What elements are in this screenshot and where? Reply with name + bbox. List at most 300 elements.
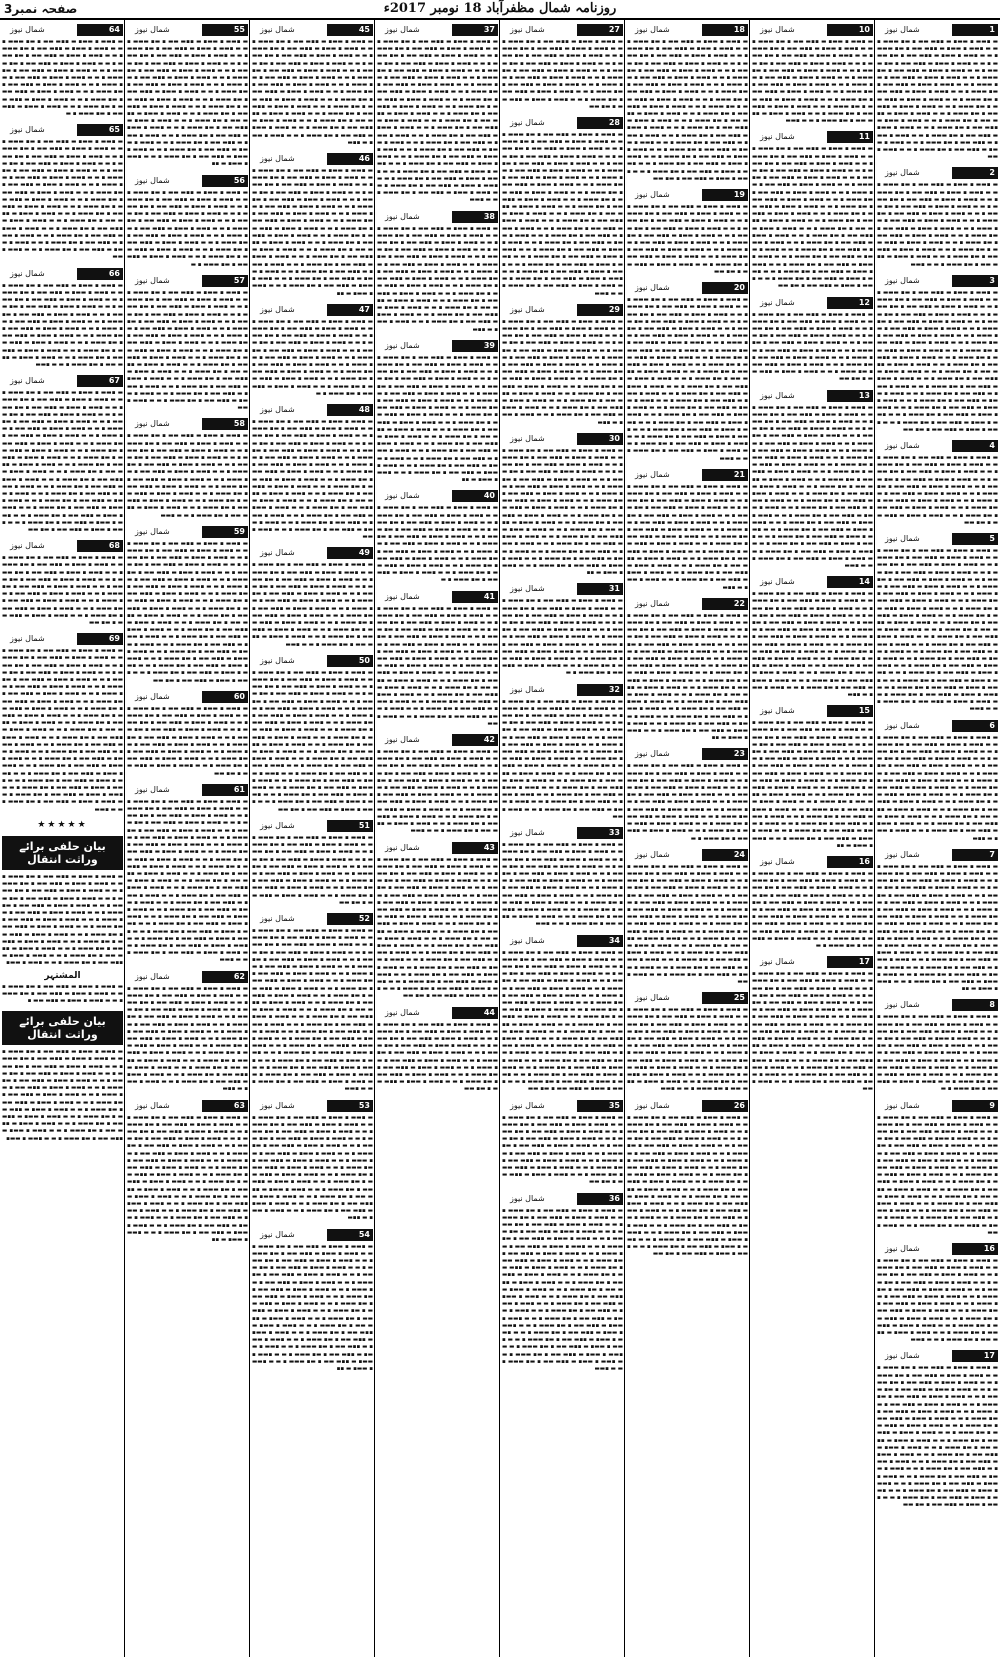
notice-header [127,526,248,538]
notice-header [127,1100,248,1112]
notice-body: ▬ ▪▬▬ ▪ ▬▬▪ ▬ ▪▪▬ ▬▬ ▪ ▬▪ ▬▬▬ ▪ ▬ ▬ ▪▬▬ ▪ ▬▬▪ ▬ ▪▪▬ ▬▬ ▪ ▬▪ ▬▬▬ ▪ ▬ ▬ ▪▬▬ ▪ ▬▬▪ ▬ ▪▪▬ ▬▬ ▪ ▬▪ ▬▬▬ ▪ ▬ ▬ ▪▬▬ ▪ ▬▬▪ ▬ ▪▪▬ ▬▬ ▪ ▬▪ ▬▬▬ ▪ ▬ ▬ ▪▬▬ ▪ ▬▬▪ ▬ ▪▪▬ ▬▬ ▪ ▬▪ ▬▬▬ ▪ ▬ ▬ ▪▬▬ ▪ ▬▬▪ ▬ ▪▪▬ ▬▬ ▪ ▬▪ ▬▬▬ ▪ ▬ ▬ ▪▬▬ ▪ ▬▬▪ ▬ ▪▪▬ ▬▬ ▪ ▬▪ ▬▬▬ ▪ ▬ ▬ ▪▬▬ ▪ ▬▬▪ ▬ ▪▪▬ ▬▬ ▪ ▬▪ ▬▬▬ ▪ ▬ ▬ ▪▬▬ ▪ ▬▬▪ ▬ ▪▪▬ ▬▬ ▪ ▬▪ ▬▬▬ ▪ ▬ ▬ ▪▬▬ ▪ ▬▬▪ ▬ ▪▪▬ ▬▬ ▪ ▬▪ ▬▬▬ ▪ ▬ ▬ ▪▬▬ ▪ ▬▬▪ ▬ ▪▪▬ ▬▬ ▪ ▬▪ ▬▬▬ ▪ ▬ ▬ ▪▬▬ [877,182,998,268]
notice-header [877,24,998,36]
notice-number: 58 [233,419,245,429]
notice-header [127,175,248,187]
notice-body: ▬ ▪▬▬ ▪ ▬▬▪ ▬ ▪▪▬ ▬▬ ▪ ▬▪ ▬▬▬ ▪ ▬ ▬ ▪▬▬ ▪ ▬▬▪ ▬ ▪▪▬ ▬▬ ▪ ▬▪ ▬▬▬ ▪ ▬ ▬ ▪▬▬ ▪ ▬▬▪ ▬ ▪▪▬ ▬▬ ▪ ▬▪ ▬▬▬ ▪ ▬ ▬ ▪▬▬ ▪ ▬▬▪ ▬ ▪▪▬ ▬▬ ▪ ▬▪ ▬▬▬ ▪ ▬ ▬ ▪▬▬ ▪ ▬▬▪ ▬ ▪▪▬ ▬▬ ▪ ▬▪ ▬▬▬ ▪ ▬ ▬ ▪▬▬ ▪ ▬▬▪ ▬ ▪▪▬ ▬▬ ▪ ▬▪ ▬▬▬ ▪ ▬ ▬ ▪▬▬ ▪ ▬▬▪ ▬ ▪▪▬ ▬▬ ▪ ▬▪ ▬▬▬ ▪ ▬ ▬ ▪▬▬ ▪ ▬▬▪ ▬ ▪▪▬ ▬▬ ▪ ▬▪ ▬▬▬ ▪ ▬ ▬ ▪▬▬ ▪ ▬▬▪ ▬ ▪▪▬ ▬▬ ▪ ▬▪ ▬▬▬ ▪ ▬ ▬ ▪▬▬ ▪ ▬▬▪ ▬ ▪▪▬ ▬▬ ▪ ▬▪ ▬▬▬ ▪ ▬ ▬ ▪▬▬ ▪ ▬▬▪ ▬ ▪▪▬ ▬▬ ▪ ▬▪ ▬▬▬ ▪ ▬ ▬ ▪▬▬ ▪ ▬▬▪ ▬ ▪▪▬ ▬▬ ▪ ▬▪ ▬▬▬ ▪ ▬ ▬ ▪▬▬ ▪ ▬▬▪ ▬ ▪▪▬ ▬▬ ▪ ▬▪ ▬▬▬ ▪ ▬ ▬ ▪▬▬ ▪ ▬▬▪ ▬ ▪▪▬ ▬▬ ▪ ▬▪ ▬▬▬ ▪ ▬ ▬ ▪▬▬ ▪ ▬▬▪ ▬ ▪▪▬ ▬▬ ▪ ▬▪ ▬▬▬ ▪ ▬ ▬ ▪▬▬ ▪ ▬▬▪ ▬ ▪▪▬ ▬▬ ▪ ▬▪ ▬▬▬ ▪ ▬ ▬ ▪▬▬ ▪ ▬▬▪ ▬ ▪▪▬ ▬▬ ▪ ▬▪ ▬▬▬ ▪ ▬ ▬ ▪▬▬ ▪ ▬▬▪ ▬ ▪▪▬ ▬▬ ▪ ▬▪ ▬▬▬ ▪ ▬ ▬ ▪▬▬ ▪ ▬▬▪ ▬ ▪▪▬ ▬▬ ▪ ▬▪ ▬▬ [252,669,373,813]
notice-body: ▬ ▪▬▬ ▪ ▬▬▪ ▬ ▪▪▬ ▬▬ ▪ ▬▪ ▬▬▬ ▪ ▬ ▬ ▪▬▬ ▪ ▬▬▪ ▬ ▪▪▬ ▬▬ ▪ ▬▪ ▬▬▬ ▪ ▬ ▬ ▪▬▬ ▪ ▬▬▪ ▬ ▪▪▬ ▬▬ ▪ ▬▪ ▬▬▬ ▪ ▬ ▬ ▪▬▬ ▪ ▬▬▪ ▬ ▪▪▬ ▬▬ ▪ ▬▪ ▬▬▬ ▪ ▬ ▬ ▪▬▬ ▪ ▬▬▪ ▬ ▪▪▬ ▬▬ ▪ ▬▪ ▬▬▬ ▪ ▬ ▬ ▪▬▬ ▪ ▬▬▪ ▬ ▪▪▬ ▬▬ ▪ ▬▪ ▬▬▬ ▪ ▬ ▬ ▪▬▬ ▪ ▬▬▪ ▬ ▪▪▬ ▬▬ ▪ ▬▪ ▬▬▬ ▪ ▬ ▬ ▪▬▬ ▪ ▬▬▪ ▬ ▪▪▬ ▬▬ ▪ ▬▪ ▬▬▬ ▪ ▬ ▬ ▪▬▬ ▪ ▬▬▪ ▬ ▪▪▬ ▬▬ ▪ ▬▪ ▬▬▬ ▪ ▬ ▬ ▪▬▬ ▪ ▬▬▪ ▬ ▪▪▬ ▬▬ ▪ ▬▪ ▬▬▬ ▪ ▬ ▬ ▪▬▬ ▪ ▬▬▪ ▬ ▪▪▬ ▬▬ ▪ ▬▪ ▬▬▬ ▪ ▬ ▬ ▪▬▬ ▪ ▬▬▪ ▬ ▪▪▬ ▬▬ ▪ ▬▪ ▬▬▬ ▪ ▬ ▬ ▪▬▬ ▪ ▬▬▪ ▬ ▪▪▬ ▬▬ ▪ ▬▪ ▬▬▬ ▪ ▬ ▬ ▪▬▬ ▪ ▬▬▪ ▬ ▪▪▬ ▬▬ ▪ ▬▪ ▬▬▬ ▪ ▬ ▬ ▪▬▬ ▪ ▬▬▪ ▬ ▪▪▬ ▬▬ ▪ ▬▪ ▬▬▬ ▪ ▬ ▬ ▪▬▬ ▪ ▬▬▪ ▬ ▪▪▬ ▬▬ ▪ ▬▪ ▬▬▬ ▪ ▬ ▬ ▪▬▬ ▪ ▬▬▪ ▬ ▪▪▬ ▬▬ ▪ ▬▪ ▬▬▬ ▪ ▬ ▬ ▪▬▬ ▪ ▬▬▪ ▬ ▪▪▬ ▬▬ ▪ ▬▪ ▬▬▬ ▪ ▬ ▬ ▪▬▬ ▪ ▬▬▪ ▬ ▪▪▬ ▬▬ ▪ ▬▪ ▬▬ [127,540,248,684]
notice-number: 17 [858,957,870,967]
notice-label: شمال نیوز [260,913,295,923]
notice-label: شمال نیوز [385,735,420,745]
classified-notice [502,117,623,298]
notice-number: 27 [608,25,620,34]
notice-number: 53 [358,1100,370,1110]
notice-body: ▬ ▪▬▬ ▪ ▬▬▪ ▬ ▪▪▬ ▬▬ ▪ ▬▪ ▬▬▬ ▪ ▬ ▬ ▪▬▬ ▪ ▬▬▪ ▬ ▪▪▬ ▬▬ ▪ ▬▪ ▬▬▬ ▪ ▬ ▬ ▪▬▬ ▪ ▬▬▪ ▬ ▪▪▬ ▬▬ ▪ ▬▪ ▬▬▬ ▪ ▬ ▬ ▪▬▬ ▪ ▬▬▪ ▬ ▪▪▬ ▬▬ ▪ ▬▪ ▬▬▬ ▪ ▬ ▬ ▪▬▬ ▪ ▬▬▪ ▬ ▪▪▬ ▬▬ ▪ ▬▪ ▬▬▬ ▪ ▬ ▬ ▪▬▬ ▪ ▬▬▪ ▬ ▪▪▬ ▬▬ ▪ ▬▪ ▬▬▬ ▪ ▬ ▬ ▪▬▬ ▪ ▬▬▪ ▬ ▪▪▬ ▬▬ ▪ ▬▪ ▬▬▬ ▪ ▬ ▬ ▪▬▬ ▪ ▬▬▪ ▬ ▪▪▬ ▬▬ ▪ ▬▪ ▬▬▬ ▪ ▬ ▬ ▪▬▬ ▪ ▬▬▪ ▬ ▪▪▬ ▬▬ ▪ ▬▪ ▬▬▬ ▪ ▬ ▬ ▪▬▬ ▪ ▬▬▪ ▬ ▪▪▬ ▬▬ ▪ ▬▪ ▬▬▬ ▪ ▬ ▬ ▪▬▬ ▪ ▬▬▪ ▬ ▪▪▬ ▬▬ ▪ ▬▪ ▬▬▬ ▪ ▬ ▬ ▪▬▬ ▪ ▬▬▪ ▬ ▪▪▬ ▬▬ ▪ ▬▪ ▬▬▬ ▪ ▬ ▬ ▪▬▬ ▪ ▬▬▪ ▬ ▪▪▬ ▬▬ ▪ ▬▪ ▬▬▬ ▪ ▬ ▬ ▪▬▬ ▪ ▬▬▪ ▬ ▪▪▬ [252,1114,373,1222]
notice-header [627,189,748,201]
column [250,20,375,1657]
classified-notice [752,856,873,950]
notice-header [252,820,373,832]
classified-notice [502,1193,623,1374]
classified-notice [127,1100,248,1245]
notice-header [127,784,248,796]
notice-header [377,1007,498,1019]
advertiser-address: ▬ ▪▬▬ ▪ ▬▬▪ ▬ ▪▪▬ ▬▬ ▪ ▬▪ ▬▬▬ ▪ ▬ ▬ ▪▬▬ ▪ ▬▬▪ ▬ ▪▪▬ ▬▬ ▪ ▬▪ ▬▬▬ ▪ ▬ ▬ ▪▬▬ ▪ ▬▬▪ ▬ ▪▪▬ ▬▬ ▪ [2,983,123,1004]
notice-body: ▬ ▪▬▬ ▪ ▬▬▪ ▬ ▪▪▬ ▬▬ ▪ ▬▪ ▬▬▬ ▪ ▬ ▬ ▪▬▬ ▪ ▬▬▪ ▬ ▪▪▬ ▬▬ ▪ ▬▪ ▬▬▬ ▪ ▬ ▬ ▪▬▬ ▪ ▬▬▪ ▬ ▪▪▬ ▬▬ ▪ ▬▪ ▬▬▬ ▪ ▬ ▬ ▪▬▬ ▪ ▬▬▪ ▬ ▪▪▬ ▬▬ ▪ ▬▪ ▬▬▬ ▪ ▬ ▬ ▪▬▬ ▪ ▬▬▪ ▬ ▪▪▬ ▬▬ ▪ ▬▪ ▬▬▬ ▪ ▬ ▬ ▪▬▬ ▪ ▬▬▪ ▬ ▪▪▬ ▬▬ ▪ ▬▪ ▬▬▬ ▪ ▬ ▬ ▪▬▬ ▪ ▬▬▪ ▬ ▪▪▬ ▬▬ ▪ ▬▪ ▬▬▬ ▪ ▬ ▬ ▪▬▬ ▪ ▬▬▪ ▬ ▪▪▬ ▬▬ ▪ ▬▪ ▬▬▬ ▪ ▬ ▬ ▪▬▬ ▪ ▬▬▪ ▬ ▪▪▬ ▬▬ ▪ ▬▪ ▬▬ [877,454,998,526]
notice-number: 28 [608,118,620,128]
classified-notice [752,576,873,699]
notice-header [2,375,123,387]
classified-notice [752,705,873,850]
classified-notice [127,526,248,685]
notice-body: ▬ ▪▬▬ ▪ ▬▬▪ ▬ ▪▪▬ ▬▬ ▪ ▬▪ ▬▬▬ ▪ ▬ ▬ ▪▬▬ ▪ ▬▬▪ ▬ ▪▪▬ ▬▬ ▪ ▬▪ ▬▬▬ ▪ ▬ ▬ ▪▬▬ ▪ ▬▬▪ ▬ ▪▪▬ ▬▬ ▪ ▬▪ ▬▬▬ ▪ ▬ ▬ ▪▬▬ ▪ ▬▬▪ ▬ ▪▪▬ ▬▬ ▪ ▬▪ ▬▬▬ ▪ ▬ ▬ ▪▬▬ ▪ ▬▬▪ ▬ ▪▪▬ ▬▬ ▪ ▬▪ ▬▬▬ ▪ ▬ ▬ ▪▬▬ ▪ ▬▬▪ ▬ ▪▪▬ ▬▬ ▪ ▬▪ ▬▬▬ ▪ ▬ ▬ ▪▬▬ ▪ ▬▬▪ ▬ ▪▪▬ ▬▬ ▪ ▬▪ ▬▬▬ ▪ ▬ ▬ ▪▬▬ ▪ ▬▬▪ ▬ ▪▪▬ ▬▬ ▪ ▬▪ ▬▬▬ ▪ ▬ ▬ ▪▬▬ ▪ ▬▬▪ ▬ ▪▪▬ ▬▬ ▪ ▬▪ ▬▬▬ ▪ ▬ ▬ ▪▬▬ ▪ ▬▬▪ ▬ ▪▪▬ ▬▬ ▪ ▬▪ ▬▬▬ ▪ ▬ [127,189,248,268]
notice-body: ▬ ▪▬▬ ▪ ▬▬▪ ▬ ▪▪▬ ▬▬ ▪ ▬▪ ▬▬▬ ▪ ▬ ▬ ▪▬▬ ▪ ▬▬▪ ▬ ▪▪▬ ▬▬ ▪ ▬▪ ▬▬▬ ▪ ▬ ▬ ▪▬▬ ▪ ▬▬▪ ▬ ▪▪▬ ▬▬ ▪ ▬▪ ▬▬▬ ▪ ▬ ▬ ▪▬▬ ▪ ▬▬▪ ▬ ▪▪▬ ▬▬ ▪ ▬▪ ▬▬▬ ▪ ▬ ▬ ▪▬▬ ▪ ▬▬▪ ▬ ▪▪▬ ▬▬ ▪ ▬▪ ▬▬▬ ▪ ▬ ▬ ▪▬▬ ▪ ▬▬▪ ▬ ▪▪▬ ▬▬ ▪ ▬▪ ▬▬▬ ▪ ▬ ▬ ▪▬▬ ▪ ▬▬▪ ▬ ▪▪▬ ▬▬ ▪ ▬▪ ▬▬▬ ▪ ▬ ▬ ▪▬▬ ▪ ▬▬▪ ▬ ▪▪▬ ▬▬ ▪ ▬▪ ▬▬▬ ▪ ▬ ▬ ▪▬▬ ▪ ▬▬▪ ▬ ▪▪▬ ▬▬ ▪ ▬▪ ▬▬ [502,39,623,110]
classified-notice [502,827,623,928]
column [875,20,1000,1657]
notice-label: شمال نیوز [385,211,420,221]
classified-columns [0,20,1000,1657]
notice-number: 36 [608,1193,620,1203]
notice-label: شمال نیوز [385,340,420,350]
notice-body: ▬ ▪▬▬ ▪ ▬▬▪ ▬ ▪▪▬ ▬▬ ▪ ▬▪ ▬▬▬ ▪ ▬ ▬ ▪▬▬ ▪ ▬▬▪ ▬ ▪▪▬ ▬▬ ▪ ▬▪ ▬▬▬ ▪ ▬ ▬ ▪▬▬ ▪ ▬▬▪ ▬ ▪▪▬ ▬▬ ▪ ▬▪ ▬▬▬ ▪ ▬ ▬ ▪▬▬ ▪ ▬▬▪ ▬ ▪▪▬ ▬▬ ▪ ▬▪ ▬▬▬ ▪ ▬ ▬ ▪▬▬ ▪ ▬▬▪ ▬ ▪▪▬ ▬▬ ▪ ▬▪ ▬▬▬ ▪ ▬ ▬ ▪▬▬ ▪ ▬▬▪ ▬ ▪▪▬ ▬▬ ▪ ▬▪ ▬▬▬ ▪ ▬ ▬ ▪▬▬ ▪ ▬▬▪ ▬ ▪▪▬ ▬▬ ▪ ▬▪ ▬▬▬ ▪ ▬ ▬ ▪▬▬ ▪ ▬▬▪ ▬ ▪▪▬ ▬▬ ▪ ▬▪ ▬▬▬ ▪ ▬ ▬ ▪▬▬ ▪ ▬▬▪ ▬ ▪▪▬ ▬▬ ▪ ▬▪ ▬▬ [252,834,373,906]
classified-notice [502,304,623,427]
notice-body: ▬ ▪▬▬ ▪ ▬▬▪ ▬ ▪▪▬ ▬▬ ▪ ▬▪ ▬▬▬ ▪ ▬ ▬ ▪▬▬ ▪ ▬▬▪ ▬ ▪▪▬ ▬▬ ▪ ▬▪ ▬▬▬ ▪ ▬ ▬ ▪▬▬ ▪ ▬▬▪ ▬ ▪▪▬ ▬▬ ▪ ▬▪ ▬▬▬ ▪ ▬ ▬ ▪▬▬ ▪ ▬▬▪ ▬ ▪▪▬ ▬▬ ▪ ▬▪ ▬▬▬ ▪ ▬ ▬ ▪▬▬ ▪ ▬▬▪ ▬ ▪▪▬ ▬▬ ▪ ▬▪ ▬▬▬ ▪ ▬ ▬ ▪▬▬ ▪ ▬▬▪ ▬ ▪▪▬ ▬▬ ▪ ▬▪ ▬▬▬ ▪ ▬ ▬ ▪▬▬ ▪ ▬▬▪ ▬ ▪▪▬ ▬▬ ▪ ▬▪ ▬▬▬ ▪ ▬ ▬ ▪▬▬ ▪ ▬▬▪ ▬ ▪▪▬ ▬▬ ▪ ▬▪ ▬▬▬ ▪ ▬ ▬ ▪▬▬ ▪ ▬▬▪ ▬ ▪▪▬ ▬▬ ▪ ▬▪ ▬▬▬ ▪ ▬ ▬ ▪▬▬ ▪ ▬▬▪ ▬ ▪▪▬ ▬▬ ▪ ▬▪ ▬▬▬ ▪ ▬ ▬ ▪▬▬ ▪ ▬▬▪ ▬ ▪▪▬ ▬▬ ▪ ▬▪ ▬▬▬ ▪ ▬ ▬ ▪▬▬ [627,1007,748,1093]
notice-body: ▬ ▪▬▬ ▪ ▬▬▪ ▬ ▪▪▬ ▬▬ ▪ ▬▪ ▬▬▬ ▪ ▬ ▬ ▪▬▬ ▪ ▬▬▪ ▬ ▪▪▬ ▬▬ ▪ ▬▪ ▬▬▬ ▪ ▬ ▬ ▪▬▬ ▪ ▬▬▪ ▬ ▪▪▬ ▬▬ ▪ ▬▪ ▬▬▬ ▪ ▬ ▬ ▪▬▬ ▪ ▬▬▪ ▬ ▪▪▬ ▬▬ ▪ ▬▪ ▬▬▬ ▪ ▬ ▬ ▪▬▬ ▪ ▬▬▪ ▬ ▪▪▬ ▬▬ ▪ ▬▪ ▬▬▬ ▪ ▬ ▬ ▪▬▬ ▪ ▬▬▪ ▬ ▪▪▬ ▬▬ ▪ ▬▪ ▬▬▬ ▪ ▬ ▬ ▪▬▬ ▪ ▬▬▪ ▬ ▪▪▬ ▬▬ ▪ ▬▪ ▬▬▬ ▪ ▬ ▬ ▪▬▬ ▪ ▬▬▪ ▬ ▪▪▬ ▬▬ ▪ ▬▪ ▬▬▬ ▪ ▬ ▬ ▪▬▬ ▪ ▬▬▪ ▬ ▪▪▬ ▬▬ ▪ ▬▪ ▬▬▬ ▪ ▬ ▬ ▪▬▬ ▪ ▬▬▪ ▬ ▪▪▬ ▬▬ ▪ ▬▪ ▬▬▬ ▪ ▬ ▬ ▪▬▬ ▪ ▬▬▪ ▬ ▪▪▬ ▬▬ ▪ ▬▪ ▬▬▬ ▪ ▬ ▬ ▪▬▬ [127,433,248,519]
notice-number: 47 [358,304,370,314]
classified-notice [502,935,623,1094]
notice-body: ▬ ▪▬▬ ▪ ▬▬▪ ▬ ▪▪▬ ▬▬ ▪ ▬▪ ▬▬▬ ▪ ▬ ▬ ▪▬▬ ▪ ▬▬▪ ▬ ▪▪▬ ▬▬ ▪ ▬▪ ▬▬▬ ▪ ▬ ▬ ▪▬▬ ▪ ▬▬▪ ▬ ▪▪▬ ▬▬ ▪ ▬▪ ▬▬▬ ▪ ▬ ▬ ▪▬▬ ▪ ▬▬▪ ▬ ▪▪▬ ▬▬ ▪ ▬▪ ▬▬▬ ▪ ▬ ▬ ▪▬▬ ▪ ▬▬▪ ▬ ▪▪▬ ▬▬ ▪ ▬▪ ▬▬▬ ▪ ▬ ▬ ▪▬▬ ▪ ▬▬▪ ▬ ▪▪▬ ▬▬ ▪ ▬▪ ▬▬▬ ▪ ▬ ▬ ▪▬▬ ▪ ▬▬▪ ▬ ▪▪▬ ▬▬ ▪ ▬▪ ▬▬▬ ▪ ▬ ▬ ▪▬▬ ▪ ▬▬▪ ▬ ▪▪▬ ▬▬ ▪ ▬▪ ▬▬▬ ▪ ▬ ▬ ▪▬▬ ▪ ▬▬▪ ▬ ▪▪▬ ▬▬ ▪ ▬▪ ▬▬▬ ▪ ▬ ▬ ▪▬▬ ▪ ▬▬▪ ▬ ▪▪▬ ▬▬ ▪ ▬▪ ▬▬▬ ▪ ▬ ▬ ▪▬▬ ▪ ▬▬▪ ▬ ▪▪▬ ▬▬ ▪ ▬▪ ▬▬▬ ▪ ▬ ▬ ▪▬▬ ▪ ▬▬▪ ▬ ▪▪▬ ▬▬ ▪ ▬▪ ▬▬▬ ▪ ▬ ▬ ▪▬▬ ▪ ▬▬▪ ▬ ▪▪▬ ▬▬ ▪ ▬▪ ▬▬▬ ▪ ▬ ▬ ▪▬▬ ▪ ▬▬▪ ▬ ▪▪▬ ▬▬ ▪ ▬▪ ▬▬▬ ▪ ▬ ▬ ▪▬▬ ▪ ▬▬▪ ▬ ▪▪▬ ▬▬ ▪ ▬▪ ▬▬▬ ▪ ▬ ▬ ▪▬▬ ▪ ▬▬▪ ▬ ▪▪▬ ▬▬ ▪ ▬▪ ▬▬▬ ▪ ▬ ▬ ▪▬▬ ▪ ▬▬▪ ▬ ▪▪▬ ▬▬ ▪ ▬▪ ▬▬▬ ▪ ▬ ▬ ▪▬▬ ▪ ▬▬▪ ▬ ▪▪▬ ▬▬ ▪ ▬▪ ▬▬▬ ▪ ▬ ▬ ▪▬▬ ▪ ▬▬▪ ▬ ▪▪▬ ▬▬ ▪ ▬▪ ▬▬ [502,949,623,1093]
classified-notice [877,1100,998,1237]
notice-body: ▬ ▪▬▬ ▪ ▬▬▪ ▬ ▪▪▬ ▬▬ ▪ ▬▪ ▬▬▬ ▪ ▬ ▬ ▪▬▬ ▪ ▬▬▪ ▬ ▪▪▬ ▬▬ ▪ ▬▪ ▬▬▬ ▪ ▬ ▬ ▪▬▬ ▪ ▬▬▪ ▬ ▪▪▬ ▬▬ ▪ ▬▪ ▬▬▬ ▪ ▬ ▬ ▪▬▬ ▪ ▬▬▪ ▬ ▪▪▬ ▬▬ ▪ ▬▪ ▬▬▬ ▪ ▬ ▬ ▪▬▬ ▪ ▬▬▪ ▬ ▪▪▬ ▬▬ ▪ ▬▪ ▬▬▬ ▪ ▬ ▬ ▪▬▬ ▪ ▬▬▪ ▬ ▪▪▬ ▬▬ ▪ ▬▪ ▬▬▬ ▪ ▬ ▬ ▪▬▬ ▪ ▬▬▪ ▬ ▪▪▬ ▬▬ ▪ ▬▪ ▬▬▬ ▪ ▬ ▬ ▪▬▬ ▪ ▬▬▪ ▬ ▪▪▬ ▬▬ ▪ ▬▪ ▬▬▬ ▪ ▬ ▬ ▪▬▬ ▪ ▬▬▪ ▬ ▪▪▬ ▬▬ ▪ ▬▪ ▬▬▬ ▪ ▬ ▬ ▪▬▬ ▪ ▬▬▪ ▬ ▪▪▬ ▬▬ ▪ ▬▪ ▬▬▬ ▪ ▬ ▬ ▪▬▬ ▪ ▬▬▪ ▬ ▪▪▬ ▬▬ ▪ ▬▪ ▬▬▬ ▪ ▬ ▬ ▪▬▬ ▪ ▬▬▪ ▬ ▪▪▬ ▬▬ ▪ ▬▪ ▬▬▬ ▪ ▬ ▬ ▪▬▬ ▪ ▬▬▪ ▬ ▪▪▬ ▬▬ ▪ ▬▪ ▬▬▬ ▪ ▬ ▬ ▪▬▬ ▪ ▬▬▪ ▬ ▪▪▬ [752,591,873,699]
classified-notice [877,999,998,1093]
notice-label: شمال نیوز [135,784,170,794]
notice-label: شمال نیوز [510,1193,545,1203]
classified-notice [2,633,123,814]
notice-number: 12 [858,297,870,307]
classified-notice [252,547,373,648]
notice-header [502,827,623,839]
classified-notice [127,24,248,169]
notice-body: ▬ ▪▬▬ ▪ ▬▬▪ ▬ ▪▪▬ ▬▬ ▪ ▬▪ ▬▬▬ ▪ ▬ ▬ ▪▬▬ ▪ ▬▬▪ ▬ ▪▪▬ ▬▬ ▪ ▬▪ ▬▬▬ ▪ ▬ ▬ ▪▬▬ ▪ ▬▬▪ ▬ ▪▪▬ ▬▬ ▪ ▬▪ ▬▬▬ ▪ ▬ ▬ ▪▬▬ ▪ ▬▬▪ ▬ ▪▪▬ ▬▬ ▪ ▬▪ ▬▬▬ ▪ ▬ ▬ ▪▬▬ ▪ ▬▬▪ ▬ ▪▪▬ ▬▬ ▪ ▬▪ ▬▬▬ ▪ ▬ ▬ ▪▬▬ ▪ ▬▬▪ ▬ ▪▪▬ ▬▬ ▪ ▬▪ ▬▬▬ ▪ ▬ ▬ ▪▬▬ ▪ ▬▬▪ ▬ ▪▪▬ ▬▬ ▪ ▬▪ ▬▬▬ ▪ ▬ ▬ ▪▬▬ ▪ ▬▬▪ ▬ ▪▪▬ ▬▬ ▪ ▬▪ ▬▬▬ ▪ ▬ ▬ ▪▬▬ ▪ ▬▬▪ ▬ ▪▪▬ ▬▬ ▪ ▬▪ ▬▬▬ ▪ ▬ ▬ ▪▬▬ ▪ ▬▬▪ ▬ ▪▪▬ ▬▬ ▪ ▬▪ ▬▬▬ ▪ ▬ ▬ ▪▬▬ ▪ ▬▬▪ ▬ ▪▪▬ ▬▬ ▪ ▬▪ ▬▬▬ ▪ ▬ ▬ ▪▬▬ [2,282,123,368]
notice-number: 31 [608,584,620,594]
notice-label: شمال نیوز [135,971,170,981]
notice-header [627,598,748,610]
notice-number: 68 [108,541,120,551]
notice-header [877,167,998,179]
classified-notice [127,418,248,519]
classified-notice [502,583,623,677]
notice-label: شمال نیوز [385,491,420,501]
notice-body: ▬ ▪▬▬ ▪ ▬▬▪ ▬ ▪▪▬ ▬▬ ▪ ▬▪ ▬▬▬ ▪ ▬ ▬ ▪▬▬ ▪ ▬▬▪ ▬ ▪▪▬ ▬▬ ▪ ▬▪ ▬▬▬ ▪ ▬ ▬ ▪▬▬ ▪ ▬▬▪ ▬ ▪▪▬ ▬▬ ▪ ▬▪ ▬▬▬ ▪ ▬ ▬ ▪▬▬ ▪ ▬▬▪ ▬ ▪▪▬ ▬▬ ▪ ▬▪ ▬▬▬ ▪ ▬ ▬ ▪▬▬ ▪ ▬▬▪ ▬ ▪▪▬ ▬▬ ▪ ▬▪ ▬▬▬ ▪ ▬ ▬ ▪▬▬ ▪ ▬▬▪ ▬ ▪▪▬ ▬▬ ▪ ▬▪ ▬▬▬ ▪ ▬ ▬ ▪▬▬ ▪ ▬▬▪ ▬ ▪▪▬ ▬▬ ▪ ▬▪ ▬▬▬ ▪ ▬ ▬ ▪▬▬ ▪ ▬▬▪ ▬ ▪▪▬ ▬▬ ▪ ▬▪ ▬▬▬ ▪ ▬ ▬ ▪▬▬ ▪ ▬▬▪ ▬ ▪▪▬ ▬▬ ▪ ▬▪ ▬▬▬ ▪ ▬ ▬ ▪▬▬ ▪ ▬▬▪ ▬ ▪▪▬ ▬▬ ▪ ▬▪ ▬▬▬ ▪ ▬ ▬ ▪▬▬ ▪ ▬▬▪ ▬ ▪▪▬ ▬▬ ▪ ▬▪ ▬▬▬ ▪ ▬ ▬ ▪▬▬ ▪ ▬▬▪ ▬ ▪▪▬ ▬▬ ▪ ▬▪ ▬▬▬ ▪ ▬ ▬ ▪▬▬ ▪ ▬▬▪ ▬ ▪▪▬ ▬▬ ▪ ▬▪ ▬▬▬ ▪ ▬ ▬ ▪▬▬ ▪ ▬▬▪ ▬ ▪▪▬ [377,225,498,333]
classified-notice [2,268,123,369]
notice-label: شمال نیوز [510,584,545,594]
advertiser-signoff: المشتہر [44,970,81,981]
notice-header [877,533,998,545]
notice-body: ▬ ▪▬▬ ▪ ▬▬▪ ▬ ▪▪▬ ▬▬ ▪ ▬▪ ▬▬▬ ▪ ▬ ▬ ▪▬▬ ▪ ▬▬▪ ▬ ▪▪▬ ▬▬ ▪ ▬▪ ▬▬▬ ▪ ▬ ▬ ▪▬▬ ▪ ▬▬▪ ▬ ▪▪▬ ▬▬ ▪ ▬▪ ▬▬▬ ▪ ▬ ▬ ▪▬▬ ▪ ▬▬▪ ▬ ▪▪▬ ▬▬ ▪ ▬▪ ▬▬▬ ▪ ▬ ▬ ▪▬▬ ▪ ▬▬▪ ▬ ▪▪▬ ▬▬ ▪ ▬▪ ▬▬▬ ▪ ▬ ▬ ▪▬▬ ▪ ▬▬▪ ▬ ▪▪▬ ▬▬ ▪ ▬▪ ▬▬▬ ▪ ▬ ▬ ▪▬▬ ▪ ▬▬▪ ▬ ▪▪▬ ▬▬ ▪ ▬▪ ▬▬▬ ▪ ▬ ▬ ▪▬▬ ▪ ▬▬▪ ▬ ▪▪▬ ▬▬ ▪ ▬▪ ▬▬▬ ▪ ▬ ▬ ▪▬▬ ▪ ▬▬▪ ▬ ▪▪▬ ▬▬ ▪ ▬▪ ▬▬▬ ▪ ▬ ▬ ▪▬▬ ▪ ▬▬▪ ▬ ▪▪▬ ▬▬ ▪ ▬▪ ▬▬▬ ▪ ▬ ▬ ▪▬▬ ▪ ▬▬▪ ▬ ▪▪▬ ▬▬ ▪ ▬▪ ▬▬▬ ▪ ▬ ▬ ▪▬▬ ▪ ▬▬▪ ▬ ▪▪▬ ▬▬ ▪ ▬▪ ▬▬▬ ▪ ▬ ▬ ▪▬▬ ▪ ▬▬▪ ▬ ▪▪▬ ▬▬ ▪ ▬▪ ▬▬▬ ▪ ▬ ▬ ▪▬▬ ▪ ▬▬▪ ▬ ▪▪▬ ▬▬ ▪ ▬▪ ▬▬▬ ▪ ▬ ▬ ▪▬▬ ▪ ▬▬▪ ▬ ▪▪▬ ▬▬ ▪ ▬▪ ▬▬▬ ▪ ▬ ▬ ▪▬▬ ▪ ▬▬ [752,971,873,1093]
classified-notice [752,131,873,290]
notice-label: شمال نیوز [760,957,795,967]
notice-label: شمال نیوز [885,1100,920,1110]
column [625,20,750,1657]
notice-number: 67 [108,376,120,386]
classified-notice [377,490,498,584]
notice-body: ▬ ▪▬▬ ▪ ▬▬▪ ▬ ▪▪▬ ▬▬ ▪ ▬▪ ▬▬▬ ▪ ▬ ▬ ▪▬▬ ▪ ▬▬▪ ▬ ▪▪▬ ▬▬ ▪ ▬▪ ▬▬▬ ▪ ▬ ▬ ▪▬▬ ▪ ▬▬▪ ▬ ▪▪▬ ▬▬ ▪ ▬▪ ▬▬▬ ▪ ▬ ▬ ▪▬▬ ▪ ▬▬▪ ▬ ▪▪▬ ▬▬ ▪ ▬▪ ▬▬▬ ▪ ▬ ▬ ▪▬▬ ▪ ▬▬▪ ▬ ▪▪▬ ▬▬ ▪ ▬▪ ▬▬▬ ▪ ▬ ▬ ▪▬▬ ▪ ▬▬▪ ▬ ▪▪▬ ▬▬ ▪ ▬▪ ▬▬▬ ▪ ▬ ▬ ▪▬▬ ▪ ▬▬▪ ▬ ▪▪▬ ▬▬ ▪ ▬▪ ▬▬▬ ▪ ▬ ▬ ▪▬▬ ▪ ▬▬▪ ▬ ▪▪▬ ▬▬ ▪ ▬▪ ▬▬▬ ▪ ▬ ▬ ▪▬▬ ▪ ▬▬▪ ▬ ▪▪▬ ▬▬ ▪ ▬▪ ▬▬▬ ▪ ▬ ▬ ▪▬▬ ▪ ▬▬▪ ▬ ▪▪▬ ▬▬ ▪ ▬▪ ▬▬▬ ▪ ▬ ▬ ▪▬▬ ▪ ▬▬▪ ▬ ▪▪▬ ▬▬ ▪ ▬▪ ▬▬▬ ▪ ▬ ▬ ▪▬▬ ▪ ▬▬▪ ▬ ▪▪▬ ▬▬ ▪ ▬▪ ▬▬▬ ▪ ▬ ▬ ▪▬▬ ▪ ▬▬▪ ▬ ▪▪▬ ▬▬ ▪ ▬▪ ▬▬▬ ▪ ▬ ▬ ▪▬▬ ▪ ▬▬▪ ▬ ▪▪▬ ▬▬ ▪ ▬▪ ▬▬▬ ▪ ▬ ▬ ▪▬▬ ▪ ▬▬▪ ▬ ▪▪▬ ▬▬ ▪ ▬▪ ▬▬▬ ▪ ▬ ▬ ▪▬▬ ▪ ▬▬▪ ▬ ▪▪▬ ▬▬ ▪ ▬▪ ▬▬▬ ▪ ▬ ▬ ▪▬▬ ▪ ▬▬▪ ▬ ▪▪ [877,863,998,993]
masthead [0,0,1000,20]
notice-header [377,842,498,854]
column-divider [124,20,125,1657]
notice-header [627,992,748,1004]
notice-header [377,490,498,502]
notice-body: ▬ ▪▬▬ ▪ ▬▬▪ ▬ ▪▪▬ ▬▬ ▪ ▬▪ ▬▬▬ ▪ ▬ ▬ ▪▬▬ ▪ ▬▬▪ ▬ ▪▪▬ ▬▬ ▪ ▬▪ ▬▬▬ ▪ ▬ ▬ ▪▬▬ ▪ ▬▬▪ ▬ ▪▪▬ ▬▬ ▪ ▬▪ ▬▬▬ ▪ ▬ ▬ ▪▬▬ ▪ ▬▬▪ ▬ ▪▪▬ ▬▬ ▪ ▬▪ ▬▬▬ ▪ ▬ ▬ ▪▬▬ ▪ ▬▬▪ ▬ ▪▪▬ ▬▬ ▪ ▬▪ ▬▬▬ ▪ ▬ ▬ ▪▬▬ ▪ ▬▬▪ ▬ ▪▪▬ ▬▬ ▪ ▬▪ ▬▬▬ ▪ ▬ ▬ ▪▬▬ ▪ ▬▬▪ ▬ ▪▪▬ ▬▬ ▪ ▬▪ ▬▬▬ ▪ ▬ ▬ ▪▬▬ ▪ ▬▬▪ ▬ ▪▪▬ ▬▬ ▪ ▬▪ ▬▬▬ ▪ ▬ ▬ ▪▬▬ ▪ ▬▬▪ ▬ ▪▪▬ ▬▬ ▪ ▬▪ ▬▬▬ ▪ ▬ ▬ ▪▬▬ ▪ ▬▬▪ ▬ ▪▪▬ ▬▬ ▪ ▬▪ ▬▬▬ ▪ ▬ ▬ ▪▬▬ ▪ ▬▬▪ ▬ ▪▪▬ ▬▬ ▪ ▬▪ ▬▬▬ ▪ ▬ ▬ ▪▬▬ ▪ ▬▬▪ ▬ ▪▪▬ ▬▬ ▪ ▬▪ ▬▬▬ ▪ ▬ ▬ ▪▬▬ ▪ ▬▬▪ ▬ ▪▪▬ ▬▬ ▪ ▬▪ ▬▬▬ ▪ ▬ ▬ ▪▬▬ ▪ ▬▬▪ ▬ ▪▪▬ [627,483,748,591]
notice-body: ▬ ▪▬▬ ▪ ▬▬▪ ▬ ▪▪▬ ▬▬ ▪ ▬▪ ▬▬▬ ▪ ▬ ▬ ▪▬▬ ▪ ▬▬▪ ▬ ▪▪▬ ▬▬ ▪ ▬▪ ▬▬▬ ▪ ▬ ▬ ▪▬▬ ▪ ▬▬▪ ▬ ▪▪▬ ▬▬ ▪ ▬▪ ▬▬▬ ▪ ▬ ▬ ▪▬▬ ▪ ▬▬▪ ▬ ▪▪▬ ▬▬ ▪ ▬▪ ▬▬▬ ▪ ▬ ▬ ▪▬▬ ▪ ▬▬▪ ▬ ▪▪▬ ▬▬ ▪ ▬▪ ▬▬▬ ▪ ▬ ▬ ▪▬▬ ▪ ▬▬▪ ▬ ▪▪▬ ▬▬ ▪ ▬▪ ▬▬▬ ▪ ▬ ▬ ▪▬▬ ▪ ▬▬▪ ▬ ▪▪▬ ▬▬ ▪ ▬▪ ▬▬▬ ▪ ▬ ▬ ▪▬▬ ▪ ▬▬▪ ▬ ▪▪▬ ▬▬ ▪ ▬▪ ▬▬▬ ▪ ▬ ▬ ▪▬▬ ▪ ▬▬▪ ▬ ▪▪▬ ▬▬ ▪ ▬▪ ▬▬▬ ▪ ▬ ▬ ▪▬▬ ▪ ▬▬▪ ▬ ▪▪▬ ▬▬ ▪ ▬▪ ▬▬▬ ▪ ▬ ▬ ▪▬▬ ▪ ▬▬▪ ▬ ▪▪▬ ▬▬ ▪ ▬▪ ▬▬▬ ▪ ▬ ▬ ▪▬▬ ▪ ▬▬▪ ▬ ▪▪▬ ▬▬ ▪ ▬▪ ▬▬▬ ▪ ▬ ▬ ▪▬▬ ▪ ▬▬▪ ▬ ▪▪▬ ▬▬ ▪ ▬▪ ▬▬▬ ▪ ▬ ▬ ▪▬▬ ▪ ▬▬▪ ▬ ▪▪▬ ▬▬ ▪ ▬▪ ▬▬▬ ▪ ▬ ▬ ▪▬▬ ▪ ▬▬▪ ▬ ▪▪▬ ▬▬ ▪ ▬▪ ▬▬▬ ▪ ▬ ▬ ▪▬▬ ▪ ▬▬▪ ▬ ▪▪▬ ▬▬ ▪ ▬▪ ▬▬▬ ▪ ▬ ▬ ▪▬▬ ▪ ▬▬▪ ▬ ▪▪▬ ▬▬ ▪ ▬▪ ▬▬▬ ▪ ▬ ▬ ▪▬▬ ▪ ▬▬▪ ▬ ▪▪▬ ▬▬ ▪ ▬▪ ▬▬▬ ▪ ▬ ▬ ▪▬▬ ▪ ▬▬▪ ▬ ▪▪▬ ▬▬ ▪ ▬▪ ▬▬▬ ▪ ▬ ▬ ▪▬▬ ▪ ▬▬▪ ▬ ▪▪▬ ▬▬ ▪ ▬▪ ▬▬▬ ▪ ▬ ▬ ▪▬▬ ▪ ▬▬▪ ▬ ▪▪▬ ▬▬ ▪ ▬▪ ▬▬▬ ▪ ▬ ▬ ▪▬▬ [877,547,998,713]
notice-header [127,275,248,287]
notice-body: ▬ ▪▬▬ ▪ ▬▬▪ ▬ ▪▪▬ ▬▬ ▪ ▬▪ ▬▬▬ ▪ ▬ ▬ ▪▬▬ ▪ ▬▬▪ ▬ ▪▪▬ ▬▬ ▪ ▬▪ ▬▬▬ ▪ ▬ ▬ ▪▬▬ ▪ ▬▬▪ ▬ ▪▪▬ ▬▬ ▪ ▬▪ ▬▬▬ ▪ ▬ ▬ ▪▬▬ ▪ ▬▬▪ ▬ ▪▪▬ ▬▬ ▪ ▬▪ ▬▬▬ ▪ ▬ ▬ ▪▬▬ ▪ ▬▬▪ ▬ ▪▪▬ ▬▬ ▪ ▬▪ ▬▬▬ ▪ ▬ ▬ ▪▬▬ ▪ ▬▬▪ ▬ ▪▪▬ ▬▬ ▪ ▬▪ ▬▬▬ ▪ ▬ ▬ ▪▬▬ ▪ ▬▬▪ ▬ ▪▪▬ ▬▬ ▪ ▬▪ ▬▬▬ ▪ ▬ ▬ ▪▬▬ ▪ ▬▬▪ ▬ ▪▪▬ ▬▬ ▪ ▬▪ ▬▬▬ ▪ ▬ ▬ ▪▬▬ ▪ ▬▬▪ ▬ ▪▪▬ ▬▬ ▪ ▬▪ ▬▬▬ ▪ ▬ ▬ ▪▬▬ ▪ ▬▬▪ ▬ ▪▪▬ ▬▬ ▪ ▬▪ ▬▬▬ ▪ ▬ ▬ ▪▬▬ ▪ ▬▬▪ ▬ ▪▪▬ ▬▬ ▪ ▬▪ ▬▬▬ ▪ ▬ ▬ ▪▬▬ ▪ ▬▬▪ ▬ ▪▪▬ ▬▬ ▪ ▬▪ ▬▬▬ ▪ ▬ ▬ ▪▬▬ ▪ ▬▬▪ ▬ ▪▪▬ ▬▬ ▪ ▬▪ ▬▬▬ ▪ ▬ ▬ ▪▬▬ ▪ ▬▬▪ ▬ ▪▪▬ ▬▬ ▪ ▬▪ ▬▬▬ ▪ ▬ ▬ ▪▬▬ ▪ ▬▬▪ ▬ ▪▪▬ ▬▬ ▪ ▬▪ ▬▬▬ ▪ ▬ ▬ ▪▬▬ ▪ ▬▬ [502,698,623,820]
notice-number: 33 [608,828,620,838]
notice-label: شمال نیوز [510,304,545,314]
notice-label: شمال نیوز [135,419,170,429]
notice-header [377,24,498,36]
classified-notice [877,1350,998,1509]
notice-body: ▬ ▪▬▬ ▪ ▬▬▪ ▬ ▪▪▬ ▬▬ ▪ ▬▪ ▬▬▬ ▪ ▬ ▬ ▪▬▬ ▪ ▬▬▪ ▬ ▪▪▬ ▬▬ ▪ ▬▪ ▬▬▬ ▪ ▬ ▬ ▪▬▬ ▪ ▬▬▪ ▬ ▪▪▬ ▬▬ ▪ ▬▪ ▬▬▬ ▪ ▬ ▬ ▪▬▬ ▪ ▬▬▪ ▬ ▪▪▬ ▬▬ ▪ ▬▪ ▬▬▬ ▪ ▬ ▬ ▪▬▬ ▪ ▬▬▪ ▬ ▪▪▬ ▬▬ ▪ ▬▪ ▬▬▬ ▪ ▬ ▬ ▪▬▬ ▪ ▬▬▪ ▬ ▪▪▬ ▬▬ ▪ ▬▪ ▬▬▬ ▪ ▬ ▬ ▪▬▬ ▪ ▬▬▪ ▬ ▪▪▬ ▬▬ ▪ ▬▪ ▬▬▬ ▪ ▬ ▬ ▪▬▬ ▪ ▬▬▪ ▬ ▪▪▬ ▬▬ ▪ ▬▪ ▬▬▬ ▪ ▬ ▬ ▪▬▬ ▪ ▬▬▪ ▬ ▪▪▬ ▬▬ ▪ ▬▪ ▬▬▬ ▪ ▬ ▬ ▪▬▬ ▪ ▬▬▪ ▬ ▪▪▬ ▬▬ ▪ ▬▪ ▬▬▬ ▪ ▬ ▬ ▪▬▬ ▪ ▬▬▪ ▬ ▪▪▬ ▬▬ ▪ ▬▪ ▬▬▬ ▪ ▬ ▬ ▪▬▬ ▪ ▬▬▪ ▬ ▪▪▬ ▬▬ ▪ ▬▪ ▬▬▬ ▪ ▬ ▬ ▪▬▬ ▪ ▬▬▪ ▬ ▪▪▬ ▬▬ ▪ ▬▪ ▬▬▬ ▪ ▬ ▬ ▪▬▬ ▪ ▬▬▪ ▬ ▪▪▬ ▬▬ ▪ ▬▪ ▬▬▬ ▪ ▬ ▬ ▪▬▬ ▪ ▬▬▪ ▬ ▪▪▬ ▬▬ ▪ ▬▪ ▬▬▬ ▪ ▬ ▬ ▪▬▬ ▪ ▬▬▪ ▬ ▪▪▬ ▬▬ ▪ ▬▪ ▬▬▬ ▪ ▬ ▬ ▪▬▬ ▪ ▬▬▪ ▬ ▪▪ [127,1114,248,1244]
notice-number: 25 [733,993,745,1003]
notice-header [127,24,248,36]
notice-header [502,935,623,947]
notice-header [252,1229,373,1241]
notice-label: شمال نیوز [635,598,670,608]
notice-number: 13 [858,390,870,400]
notice-label: شمال نیوز [885,533,920,543]
column [750,20,875,1657]
notice-body: ▬ ▪▬▬ ▪ ▬▬▪ ▬ ▪▪▬ ▬▬ ▪ ▬▪ ▬▬▬ ▪ ▬ ▬ ▪▬▬ ▪ ▬▬▪ ▬ ▪▪▬ ▬▬ ▪ ▬▪ ▬▬▬ ▪ ▬ ▬ ▪▬▬ ▪ ▬▬▪ ▬ ▪▪▬ ▬▬ ▪ ▬▪ ▬▬▬ ▪ ▬ ▬ ▪▬▬ ▪ ▬▬▪ ▬ ▪▪▬ ▬▬ ▪ ▬▪ ▬▬▬ ▪ ▬ ▬ ▪▬▬ ▪ ▬▬▪ ▬ ▪▪▬ ▬▬ ▪ ▬▪ ▬▬▬ ▪ ▬ ▬ ▪▬▬ ▪ ▬▬▪ ▬ ▪▪▬ ▬▬ ▪ ▬▪ ▬▬▬ ▪ ▬ ▬ ▪▬▬ ▪ ▬▬▪ ▬ ▪▪▬ ▬▬ ▪ ▬▪ ▬▬▬ ▪ ▬ ▬ ▪▬▬ ▪ ▬▬▪ ▬ ▪▪▬ ▬▬ ▪ ▬▪ ▬▬▬ ▪ ▬ ▬ ▪▬▬ ▪ ▬▬▪ ▬ ▪▪▬ ▬▬ ▪ ▬▪ ▬▬▬ ▪ ▬ ▬ ▪▬▬ ▪ ▬▬▪ ▬ ▪▪▬ ▬▬ ▪ ▬▪ ▬▬▬ ▪ ▬ ▬ ▪▬▬ ▪ ▬▬▪ ▬ ▪▪▬ ▬▬ ▪ ▬▪ ▬▬▬ ▪ ▬ ▬ ▪▬▬ ▪ ▬▬▪ ▬ ▪▪▬ ▬▬ ▪ ▬▪ ▬▬▬ ▪ ▬ ▬ ▪▬▬ ▪ ▬▬▪ ▬ ▪▪▬ ▬▬ ▪ ▬▪ ▬▬▬ ▪ ▬ ▬ ▪▬▬ ▪ ▬▬▪ ▬ ▪▪▬ ▬▬ ▪ ▬▪ ▬▬▬ ▪ ▬ ▬ ▪▬▬ ▪ ▬▬▪ ▬ ▪▪▬ ▬▬ ▪ ▬▪ ▬▬▬ ▪ ▬ ▬ ▪▬▬ ▪ ▬▬ [127,289,248,412]
column-divider [249,20,250,1657]
notice-label: شمال نیوز [885,1000,920,1010]
notice-header [252,24,373,36]
notice-number: 16 [858,856,870,866]
classified-notice [2,24,123,118]
notice-body: ▬ ▪▬▬ ▪ ▬▬▪ ▬ ▪▪▬ ▬▬ ▪ ▬▪ ▬▬▬ ▪ ▬ ▬ ▪▬▬ ▪ ▬▬▪ ▬ ▪▪▬ ▬▬ ▪ ▬▪ ▬▬▬ ▪ ▬ ▬ ▪▬▬ ▪ ▬▬▪ ▬ ▪▪▬ ▬▬ ▪ ▬▪ ▬▬▬ ▪ ▬ ▬ ▪▬▬ ▪ ▬▬▪ ▬ ▪▪▬ ▬▬ ▪ ▬▪ ▬▬▬ ▪ ▬ ▬ ▪▬▬ ▪ ▬▬▪ ▬ ▪▪▬ ▬▬ ▪ ▬▪ ▬▬▬ ▪ ▬ ▬ ▪▬▬ ▪ ▬▬▪ ▬ ▪▪▬ ▬▬ ▪ ▬▪ ▬▬▬ ▪ ▬ ▬ ▪▬▬ ▪ ▬▬▪ ▬ ▪▪▬ ▬▬ ▪ ▬▪ ▬▬▬ ▪ ▬ ▬ ▪▬▬ ▪ ▬▬▪ ▬ ▪▪▬ ▬▬ ▪ ▬▪ ▬▬▬ ▪ ▬ ▬ ▪▬▬ ▪ ▬▬▪ ▬ ▪▪▬ ▬▬ ▪ ▬▪ ▬▬▬ ▪ ▬ ▬ ▪▬▬ ▪ ▬▬▪ ▬ ▪▪▬ ▬▬ ▪ ▬▪ ▬▬▬ ▪ ▬ [752,870,873,949]
notice-body: ▬ ▪▬▬ ▪ ▬▬▪ ▬ ▪▪▬ ▬▬ ▪ ▬▪ ▬▬▬ ▪ ▬ ▬ ▪▬▬ ▪ ▬▬▪ ▬ ▪▪▬ ▬▬ ▪ ▬▪ ▬▬▬ ▪ ▬ ▬ ▪▬▬ ▪ ▬▬▪ ▬ ▪▪▬ ▬▬ ▪ ▬▪ ▬▬▬ ▪ ▬ ▬ ▪▬▬ ▪ ▬▬▪ ▬ ▪▪▬ ▬▬ ▪ ▬▪ ▬▬▬ ▪ ▬ ▬ ▪▬▬ ▪ ▬▬▪ ▬ ▪▪▬ ▬▬ ▪ ▬▪ ▬▬▬ ▪ ▬ ▬ ▪▬▬ ▪ ▬▬▪ ▬ ▪▪▬ ▬▬ ▪ ▬▪ ▬▬▬ ▪ ▬ ▬ ▪▬▬ ▪ ▬▬▪ ▬ ▪▪▬ ▬▬ ▪ ▬▪ ▬▬▬ ▪ ▬ ▬ ▪▬▬ ▪ ▬▬▪ ▬ ▪▪▬ ▬▬ ▪ ▬▪ ▬▬▬ ▪ ▬ ▬ ▪▬▬ ▪ ▬▬▪ ▬ ▪▪▬ ▬▬ ▪ ▬▪ ▬▬▬ ▪ ▬ ▬ ▪▬▬ ▪ ▬▬▪ ▬ ▪▪▬ ▬▬ ▪ ▬▪ ▬▬▬ ▪ ▬ ▬ ▪▬▬ ▪ ▬▬▪ ▬ ▪▪▬ ▬▬ ▪ ▬▪ ▬▬▬ ▪ ▬ ▬ ▪▬▬ ▪ ▬▬▪ ▬ ▪▪▬ ▬▬ ▪ ▬▪ ▬▬▬ ▪ ▬ ▬ ▪▬▬ ▪ ▬▬▪ ▬ ▪▪▬ ▬▬ ▪ ▬▪ ▬▬▬ ▪ ▬ ▬ ▪▬▬ ▪ ▬▬▪ ▬ ▪▪▬ ▬▬ ▪ ▬▪ ▬▬▬ ▪ ▬ ▬ ▪▬▬ ▪ ▬▬▪ ▬ ▪▪▬ ▬▬ ▪ ▬▪ ▬▬▬ ▪ ▬ ▬ ▪▬▬ ▪ ▬▬▪ ▬ ▪▪▬ ▬▬ ▪ ▬▪ ▬▬▬ ▪ ▬ ▬ ▪▬▬ ▪ ▬▬▪ ▬ ▪▪ [127,39,248,168]
notice-body: ▬ ▪▬▬ ▪ ▬▬▪ ▬ ▪▪▬ ▬▬ ▪ ▬▪ ▬▬▬ ▪ ▬ ▬ ▪▬▬ ▪ ▬▬▪ ▬ ▪▪▬ ▬▬ ▪ ▬▪ ▬▬▬ ▪ ▬ ▬ ▪▬▬ ▪ ▬▬▪ ▬ ▪▪▬ ▬▬ ▪ ▬▪ ▬▬▬ ▪ ▬ ▬ ▪▬▬ ▪ ▬▬▪ ▬ ▪▪▬ ▬▬ ▪ ▬▪ ▬▬▬ ▪ ▬ ▬ ▪▬▬ ▪ ▬▬▪ ▬ ▪▪▬ ▬▬ ▪ ▬▪ ▬▬▬ ▪ ▬ ▬ ▪▬▬ ▪ ▬▬▪ ▬ ▪▪▬ ▬▬ ▪ ▬▪ ▬▬▬ ▪ ▬ ▬ ▪▬▬ ▪ ▬▬▪ ▬ ▪▪▬ ▬▬ ▪ ▬▪ ▬▬▬ ▪ ▬ ▬ ▪▬▬ ▪ ▬▬▪ ▬ ▪▪▬ ▬▬ ▪ ▬▪ ▬▬▬ ▪ ▬ ▬ ▪▬▬ ▪ ▬▬▪ ▬ ▪▪▬ ▬▬ ▪ ▬▪ ▬▬▬ ▪ ▬ ▬ ▪▬▬ ▪ ▬▬▪ ▬ ▪▪▬ ▬▬ ▪ ▬▪ ▬▬▬ ▪ ▬ [252,318,373,397]
notice-number: 1 [989,25,995,34]
classified-notice [2,540,123,627]
notice-label: شمال نیوز [260,548,295,558]
notice-label: شمال نیوز [885,25,920,34]
notice-number: 37 [483,25,495,34]
notice-header [2,124,123,136]
notice-header [502,304,623,316]
column [500,20,625,1657]
notice-header [502,583,623,595]
notice-header [502,433,623,445]
notice-header [877,720,998,732]
notice-header [127,691,248,703]
notice-label: شمال نیوز [135,526,170,536]
notice-label: شمال نیوز [510,828,545,838]
notice-body: ▬ ▪▬▬ ▪ ▬▬▪ ▬ ▪▪▬ ▬▬ ▪ ▬▪ ▬▬▬ ▪ ▬ ▬ ▪▬▬ ▪ ▬▬▪ ▬ ▪▪▬ ▬▬ ▪ ▬▪ ▬▬▬ ▪ ▬ ▬ ▪▬▬ ▪ ▬▬▪ ▬ ▪▪▬ ▬▬ ▪ ▬▪ ▬▬▬ ▪ ▬ ▬ ▪▬▬ ▪ ▬▬▪ ▬ ▪▪▬ ▬▬ ▪ ▬▪ ▬▬▬ ▪ ▬ ▬ ▪▬▬ ▪ ▬▬▪ ▬ ▪▪▬ ▬▬ ▪ ▬▪ ▬▬▬ ▪ ▬ ▬ ▪▬▬ ▪ ▬▬▪ ▬ ▪▪▬ ▬▬ ▪ ▬▪ ▬▬▬ ▪ ▬ ▬ ▪▬▬ ▪ ▬▬▪ ▬ ▪▪▬ ▬▬ ▪ ▬▪ ▬▬▬ ▪ ▬ ▬ ▪▬▬ ▪ ▬▬▪ ▬ ▪▪▬ ▬▬ ▪ ▬▪ ▬▬▬ ▪ ▬ ▬ ▪▬▬ ▪ ▬▬▪ ▬ ▪▪▬ ▬▬ ▪ ▬▪ ▬▬▬ ▪ ▬ ▬ ▪▬▬ ▪ ▬▬▪ ▬ ▪▪▬ ▬▬ ▪ ▬▪ ▬▬▬ ▪ ▬ ▬ ▪▬▬ ▪ ▬▬▪ ▬ ▪▪▬ ▬▬ ▪ ▬▪ ▬▬▬ ▪ ▬ ▬ ▪▬▬ ▪ ▬▬▪ ▬ ▪▪▬ ▬▬ ▪ ▬▪ ▬▬▬ ▪ ▬ ▬ ▪▬▬ ▪ ▬▬▪ ▬ ▪▪▬ ▬▬ ▪ ▬▪ ▬▬▬ ▪ ▬ ▬ ▪▬▬ ▪ ▬▬▪ ▬ ▪▪▬ ▬▬ ▪ ▬▪ ▬▬▬ ▪ ▬ ▬ ▪▬▬ ▪ ▬▬▪ ▬ ▪▪▬ ▬▬ ▪ ▬▪ ▬▬▬ ▪ ▬ ▬ ▪▬▬ ▪ ▬▬ [377,605,498,727]
classified-notice [627,282,748,463]
notice-label: شمال نیوز [635,469,670,479]
notice-label: شمال نیوز [635,749,670,759]
notice-body: ▬ ▪▬▬ ▪ ▬▬▪ ▬ ▪▪▬ ▬▬ ▪ ▬▪ ▬▬▬ ▪ ▬ ▬ ▪▬▬ ▪ ▬▬▪ ▬ ▪▪▬ ▬▬ ▪ ▬▪ ▬▬▬ ▪ ▬ ▬ ▪▬▬ ▪ ▬▬▪ ▬ ▪▪▬ ▬▬ ▪ ▬▪ ▬▬▬ ▪ ▬ ▬ ▪▬▬ ▪ ▬▬▪ ▬ ▪▪▬ ▬▬ ▪ ▬▪ ▬▬▬ ▪ ▬ ▬ ▪▬▬ ▪ ▬▬▪ ▬ ▪▪▬ ▬▬ ▪ ▬▪ ▬▬▬ ▪ ▬ ▬ ▪▬▬ ▪ ▬▬▪ ▬ ▪▪▬ ▬▬ ▪ ▬▪ ▬▬▬ ▪ ▬ ▬ ▪▬▬ ▪ ▬▬▪ ▬ ▪▪▬ ▬▬ ▪ ▬▪ ▬▬▬ ▪ ▬ ▬ ▪▬▬ ▪ ▬▬▪ ▬ ▪▪▬ ▬▬ ▪ ▬▪ ▬▬▬ ▪ ▬ ▬ ▪▬▬ ▪ ▬▬▪ ▬ ▪▪▬ ▬▬ ▪ ▬▪ ▬▬▬ ▪ ▬ ▬ ▪▬▬ ▪ ▬▬▪ ▬ ▪▪▬ ▬▬ ▪ ▬▪ ▬▬▬ ▪ ▬ ▬ ▪▬▬ ▪ ▬▬▪ ▬ ▪▪▬ ▬▬ ▪ ▬▪ ▬▬▬ ▪ ▬ ▬ ▪▬▬ ▪ ▬▬▪ ▬ ▪▪▬ ▬▬ ▪ ▬▪ ▬▬▬ ▪ ▬ ▬ ▪▬▬ ▪ ▬▬▪ ▬ ▪▪▬ ▬▬ ▪ ▬▪ ▬▬▬ ▪ ▬ ▬ ▪▬▬ ▪ ▬▬▪ ▬ ▪▪▬ ▬▬ ▪ ▬▪ ▬▬▬ ▪ ▬ ▬ ▪▬▬ ▪ ▬▬▪ ▬ ▪▪▬ ▬▬ ▪ ▬▪ ▬▬▬ ▪ ▬ ▬ ▪▬▬ ▪ ▬▬▪ ▬ ▪▪▬ ▬▬ ▪ ▬▪ ▬▬▬ ▪ ▬ ▬ ▪▬▬ ▪ ▬▬▪ ▬ ▪▪▬ ▬▬ ▪ ▬▪ ▬▬▬ ▪ ▬ ▬ ▪▬▬ ▪ ▬▬▪ ▬ ▪▪▬ ▬▬ ▪ ▬▪ ▬▬▬ ▪ ▬ ▬ ▪▬▬ ▪ ▬▬▪ ▬ ▪▪▬ ▬▬ ▪ ▬▪ ▬▬ [877,1365,998,1509]
notice-body: ▬ ▪▬▬ ▪ ▬▬▪ ▬ ▪▪▬ ▬▬ ▪ ▬▪ ▬▬▬ ▪ ▬ ▬ ▪▬▬ ▪ ▬▬▪ ▬ ▪▪▬ ▬▬ ▪ ▬▪ ▬▬▬ ▪ ▬ ▬ ▪▬▬ ▪ ▬▬▪ ▬ ▪▪▬ ▬▬ ▪ ▬▪ ▬▬▬ ▪ ▬ ▬ ▪▬▬ ▪ ▬▬▪ ▬ ▪▪▬ ▬▬ ▪ ▬▪ ▬▬▬ ▪ ▬ ▬ ▪▬▬ ▪ ▬▬▪ ▬ ▪▪▬ ▬▬ ▪ ▬▪ ▬▬▬ ▪ ▬ ▬ ▪▬▬ ▪ ▬▬▪ ▬ ▪▪▬ ▬▬ ▪ ▬▪ ▬▬▬ ▪ ▬ ▬ ▪▬▬ ▪ ▬▬▪ ▬ ▪▪▬ ▬▬ ▪ ▬▪ ▬▬▬ ▪ ▬ ▬ ▪▬▬ ▪ ▬▬▪ ▬ ▪▪▬ ▬▬ ▪ ▬▪ ▬▬▬ ▪ ▬ ▬ ▪▬▬ ▪ ▬▬▪ ▬ ▪▪▬ ▬▬ ▪ ▬▪ ▬▬▬ ▪ ▬ ▬ ▪▬▬ ▪ ▬▬▪ ▬ ▪▪▬ ▬▬ ▪ ▬▪ ▬▬▬ ▪ ▬ ▬ ▪▬▬ ▪ ▬▬▪ ▬ ▪▪▬ ▬▬ ▪ ▬▪ ▬▬▬ ▪ ▬ ▬ ▪▬▬ ▪ ▬▬▪ ▬ ▪▪▬ ▬▬ ▪ ▬▪ ▬▬▬ ▪ ▬ ▬ ▪▬▬ ▪ ▬▬▪ ▬ ▪▪▬ ▬▬ ▪ ▬▪ ▬▬▬ ▪ ▬ ▬ ▪▬▬ ▪ ▬▬▪ ▬ ▪▪▬ [252,39,373,146]
notice-header [752,131,873,143]
notice-label: شمال نیوز [760,577,795,587]
notice-number: 38 [483,211,495,221]
notice-header [877,275,998,287]
classified-notice [252,304,373,398]
classified-notice [252,820,373,907]
classified-notice [877,533,998,714]
notice-body: ▬ ▪▬▬ ▪ ▬▬▪ ▬ ▪▪▬ ▬▬ ▪ ▬▪ ▬▬▬ ▪ ▬ ▬ ▪▬▬ ▪ ▬▬▪ ▬ ▪▪▬ ▬▬ ▪ ▬▪ ▬▬▬ ▪ ▬ ▬ ▪▬▬ ▪ ▬▬▪ ▬ ▪▪▬ ▬▬ ▪ ▬▪ ▬▬▬ ▪ ▬ ▬ ▪▬▬ ▪ ▬▬▪ ▬ ▪▪▬ ▬▬ ▪ ▬▪ ▬▬▬ ▪ ▬ ▬ ▪▬▬ ▪ ▬▬▪ ▬ ▪▪▬ ▬▬ ▪ ▬▪ ▬▬▬ ▪ ▬ ▬ ▪▬▬ ▪ ▬▬▪ ▬ ▪▪▬ ▬▬ ▪ ▬▪ ▬▬▬ ▪ ▬ ▬ ▪▬▬ ▪ ▬▬▪ ▬ ▪▪▬ ▬▬ ▪ ▬▪ ▬▬▬ ▪ ▬ ▬ ▪▬▬ ▪ ▬▬▪ ▬ ▪▪▬ ▬▬ ▪ ▬▪ ▬▬▬ ▪ ▬ ▬ ▪▬▬ ▪ ▬▬▪ ▬ ▪▪▬ ▬▬ ▪ ▬▪ ▬▬▬ ▪ ▬ ▬ ▪▬▬ ▪ ▬▬▪ ▬ ▪▪▬ ▬▬ ▪ ▬▪ ▬▬▬ ▪ ▬ ▬ ▪▬▬ ▪ ▬▬▪ ▬ ▪▪▬ ▬▬ ▪ ▬▪ ▬▬▬ ▪ ▬ ▬ ▪▬▬ ▪ ▬▬▪ ▬ ▪▪▬ ▬▬ ▪ ▬▪ ▬▬▬ ▪ ▬ ▬ ▪▬▬ ▪ ▬▬▪ ▬ ▪▪▬ ▬▬ ▪ ▬▪ ▬▬▬ ▪ ▬ ▬ ▪▬▬ ▪ ▬▬▪ ▬ ▪▪▬ ▬▬ ▪ ▬▪ ▬▬▬ ▪ ▬ ▬ ▪▬▬ ▪ ▬▬▪ ▬ ▪▪▬ ▬▬ ▪ ▬▪ ▬▬▬ ▪ ▬ ▬ ▪▬▬ ▪ ▬▬▪ ▬ ▪▪▬ ▬▬ ▪ ▬▪ ▬▬▬ ▪ ▬ ▬ ▪▬▬ ▪ ▬▬▪ ▬ ▪▪▬ ▬▬ ▪ ▬▪ ▬▬▬ ▪ ▬ ▬ ▪▬▬ ▪ ▬▬▪ ▬ ▪▪▬ ▬▬ ▪ ▬▪ ▬▬▬ ▪ ▬ ▬ ▪▬▬ ▪ ▬▬▪ ▬ ▪▪▬ ▬▬ ▪ ▬▪ ▬▬▬ ▪ ▬ ▬ ▪▬▬ ▪ ▬▬▪ ▬ ▪▪▬ ▬▬ ▪ ▬▪ ▬▬▬ ▪ ▬ ▬ ▪▬▬ ▪ ▬▬▪ ▬ ▪▪▬ ▬▬ ▪ ▬▪ ▬▬▬ ▪ ▬ ▬ ▪▬▬ [502,1207,623,1373]
notice-number: 44 [483,1007,495,1017]
notice-header [2,540,123,552]
notice-header [377,734,498,746]
notice-number: 60 [233,691,245,701]
notice-label: شمال نیوز [260,655,295,665]
notice-body: ▬ ▪▬▬ ▪ ▬▬▪ ▬ ▪▪▬ ▬▬ ▪ ▬▪ ▬▬▬ ▪ ▬ ▬ ▪▬▬ ▪ ▬▬▪ ▬ ▪▪▬ ▬▬ ▪ ▬▪ ▬▬▬ ▪ ▬ ▬ ▪▬▬ ▪ ▬▬▪ ▬ ▪▪▬ ▬▬ ▪ ▬▪ ▬▬▬ ▪ ▬ ▬ ▪▬▬ ▪ ▬▬▪ ▬ ▪▪▬ ▬▬ ▪ ▬▪ ▬▬▬ ▪ ▬ ▬ ▪▬▬ ▪ ▬▬▪ ▬ ▪▪▬ ▬▬ ▪ ▬▪ ▬▬▬ ▪ ▬ ▬ ▪▬▬ ▪ ▬▬▪ ▬ ▪▪▬ ▬▬ ▪ ▬▪ ▬▬▬ ▪ ▬ ▬ ▪▬▬ ▪ ▬▬▪ ▬ ▪▪▬ ▬▬ ▪ ▬▪ ▬▬▬ ▪ ▬ ▬ ▪▬▬ ▪ ▬▬▪ ▬ ▪▪▬ ▬▬ ▪ ▬▪ ▬▬▬ ▪ ▬ ▬ ▪▬▬ ▪ ▬▬▪ ▬ ▪▪▬ ▬▬ ▪ ▬▪ ▬▬▬ ▪ ▬ ▬ ▪▬▬ ▪ ▬▬▪ ▬ ▪▪▬ ▬▬ ▪ ▬▪ ▬▬▬ ▪ ▬ ▬ ▪▬▬ ▪ ▬▬▪ ▬ ▪▪▬ ▬▬ ▪ ▬▪ ▬▬▬ ▪ ▬ ▬ ▪▬▬ ▪ ▬▬▪ ▬ ▪▪▬ ▬▬ ▪ ▬▪ ▬▬▬ ▪ ▬ ▬ ▪▬▬ ▪ ▬▬▪ ▬ ▪▪▬ ▬▬ ▪ ▬▪ ▬▬▬ ▪ ▬ ▬ ▪▬▬ ▪ ▬▬▪ ▬ ▪▪▬ ▬▬ ▪ ▬▪ ▬▬▬ ▪ ▬ ▬ ▪▬▬ ▪ ▬▬▪ ▬ ▪▪▬ ▬▬ ▪ ▬▪ ▬▬▬ ▪ ▬ ▬ ▪▬▬ ▪ ▬▬▪ ▬ ▪▪▬ ▬▬ ▪ ▬▪ ▬▬▬ ▪ ▬ ▬ ▪▬▬ ▪ ▬▬▪ ▬ ▪▪▬ ▬▬ ▪ ▬▪ ▬▬▬ ▪ ▬ ▬ ▪▬▬ ▪ ▬▬▪ ▬ ▪▪▬ ▬▬ ▪ ▬▪ ▬▬▬ ▪ ▬ ▬ ▪▬▬ ▪ ▬▬▪ ▬ ▪▪▬ ▬▬ ▪ ▬▪ ▬▬▬ ▪ ▬ ▬ ▪▬▬ ▪ ▬▬▪ ▬ ▪▪▬ ▬▬ ▪ ▬▪ ▬▬▬ ▪ ▬ ▬ ▪▬▬ ▪ ▬▬▪ ▬ ▪▪▬ ▬▬ ▪ ▬▪ ▬▬▬ ▪ ▬ ▬ ▪▬▬ [752,404,873,569]
notice-number: 40 [483,491,495,501]
notice-label: شمال نیوز [635,190,670,200]
notice-header [502,1193,623,1205]
notice-header [877,1243,998,1255]
notice-label: شمال نیوز [510,25,545,34]
notice-body: ▬ ▪▬▬ ▪ ▬▬▪ ▬ ▪▪▬ ▬▬ ▪ ▬▪ ▬▬▬ ▪ ▬ ▬ ▪▬▬ ▪ ▬▬▪ ▬ ▪▪▬ ▬▬ ▪ ▬▪ ▬▬▬ ▪ ▬ ▬ ▪▬▬ ▪ ▬▬▪ ▬ ▪▪▬ ▬▬ ▪ ▬▪ ▬▬▬ ▪ ▬ ▬ ▪▬▬ ▪ ▬▬▪ ▬ ▪▪▬ ▬▬ ▪ ▬▪ ▬▬▬ ▪ ▬ ▬ ▪▬▬ ▪ ▬▬▪ ▬ ▪▪▬ ▬▬ ▪ ▬▪ ▬▬▬ ▪ ▬ ▬ ▪▬▬ ▪ ▬▬▪ ▬ ▪▪▬ ▬▬ ▪ ▬▪ ▬▬▬ ▪ ▬ ▬ ▪▬▬ ▪ ▬▬▪ ▬ ▪▪▬ ▬▬ ▪ ▬▪ ▬▬▬ ▪ ▬ ▬ ▪▬▬ ▪ ▬▬▪ ▬ ▪▪▬ ▬▬ ▪ ▬▪ ▬▬▬ ▪ ▬ ▬ ▪▬▬ ▪ ▬▬▪ ▬ ▪▪▬ ▬▬ ▪ ▬▪ ▬▬▬ ▪ ▬ ▬ ▪▬▬ ▪ ▬▬▪ ▬ ▪▪▬ ▬▬ ▪ ▬▪ ▬▬▬ ▪ ▬ ▬ ▪▬▬ ▪ ▬▬▪ ▬ ▪▪▬ ▬▬ ▪ ▬▪ ▬▬▬ ▪ ▬ ▬ ▪▬▬ [252,562,373,648]
notice-body: ▬ ▪▬▬ ▪ ▬▬▪ ▬ ▪▪▬ ▬▬ ▪ ▬▪ ▬▬▬ ▪ ▬ ▬ ▪▬▬ ▪ ▬▬▪ ▬ ▪▪▬ ▬▬ ▪ ▬▪ ▬▬▬ ▪ ▬ ▬ ▪▬▬ ▪ ▬▬▪ ▬ ▪▪▬ ▬▬ ▪ ▬▪ ▬▬▬ ▪ ▬ ▬ ▪▬▬ ▪ ▬▬▪ ▬ ▪▪▬ ▬▬ ▪ ▬▪ ▬▬▬ ▪ ▬ ▬ ▪▬▬ ▪ ▬▬▪ ▬ ▪▪▬ ▬▬ ▪ ▬▪ ▬▬▬ ▪ ▬ ▬ ▪▬▬ ▪ ▬▬▪ ▬ ▪▪▬ ▬▬ ▪ ▬▪ ▬▬▬ ▪ ▬ ▬ ▪▬▬ ▪ ▬▬▪ ▬ ▪▪▬ ▬▬ ▪ ▬▪ ▬▬▬ ▪ ▬ ▬ ▪▬▬ ▪ ▬▬▪ ▬ ▪▪▬ ▬▬ ▪ ▬▪ ▬▬▬ ▪ ▬ ▬ ▪▬▬ ▪ ▬▬▪ ▬ ▪▪▬ ▬▬ ▪ ▬▪ ▬▬▬ ▪ ▬ ▬ ▪▬▬ ▪ ▬▬▪ ▬ ▪▪▬ ▬▬ ▪ ▬▪ ▬▬▬ ▪ ▬ ▬ ▪▬▬ ▪ ▬▬▪ ▬ ▪▪▬ ▬▬ ▪ ▬▪ ▬▬▬ ▪ ▬ ▬ ▪▬▬ ▪ ▬▬▪ ▬ ▪▪▬ ▬▬ ▪ ▬▪ ▬▬▬ ▪ ▬ ▬ ▪▬▬ ▪ ▬▬▪ ▬ ▪▪▬ ▬▬ ▪ ▬▪ ▬▬▬ ▪ ▬ ▬ ▪▬▬ ▪ ▬▬▪ ▬ ▪▪▬ ▬▬ ▪ ▬▪ ▬▬▬ ▪ ▬ ▬ ▪▬▬ ▪ ▬▬▪ ▬ ▪▪▬ ▬▬ ▪ ▬▪ ▬▬▬ ▪ ▬ ▬ ▪▬▬ ▪ ▬▬ [252,418,373,541]
notice-label: شمال نیوز [635,993,670,1003]
notice-header [502,24,623,36]
notice-number: 30 [608,433,620,443]
notice-body: ▬ ▪▬▬ ▪ ▬▬▪ ▬ ▪▪▬ ▬▬ ▪ ▬▪ ▬▬▬ ▪ ▬ ▬ ▪▬▬ ▪ ▬▬▪ ▬ ▪▪▬ ▬▬ ▪ ▬▪ ▬▬▬ ▪ ▬ ▬ ▪▬▬ ▪ ▬▬▪ ▬ ▪▪▬ ▬▬ ▪ ▬▪ ▬▬▬ ▪ ▬ ▬ ▪▬▬ ▪ ▬▬▪ ▬ ▪▪▬ ▬▬ ▪ ▬▪ ▬▬▬ ▪ ▬ ▬ ▪▬▬ ▪ ▬▬▪ ▬ ▪▪▬ ▬▬ ▪ ▬▪ ▬▬▬ ▪ ▬ ▬ ▪▬▬ ▪ ▬▬▪ ▬ ▪▪▬ ▬▬ ▪ ▬▪ ▬▬▬ ▪ ▬ ▬ ▪▬▬ ▪ ▬▬▪ ▬ ▪▪▬ ▬▬ ▪ ▬▪ ▬▬▬ ▪ ▬ ▬ ▪▬▬ ▪ ▬▬▪ ▬ ▪▪▬ ▬▬ ▪ ▬▪ ▬▬▬ ▪ ▬ ▬ ▪▬▬ ▪ ▬▬▪ ▬ ▪▪▬ ▬▬ ▪ ▬▪ ▬▬▬ ▪ ▬ ▬ ▪▬▬ ▪ ▬▬▪ ▬ ▪▪▬ ▬▬ ▪ ▬▪ ▬▬▬ ▪ ▬ ▬ ▪▬▬ ▪ ▬▬▪ ▬ ▪▪▬ ▬▬ ▪ ▬▪ ▬▬▬ ▪ ▬ ▬ ▪▬▬ ▪ ▬▬▪ ▬ ▪▪▬ ▬▬ ▪ ▬▪ ▬▬▬ ▪ ▬ ▬ ▪▬▬ ▪ ▬▬▪ ▬ ▪▪▬ ▬▬ ▪ ▬▪ ▬▬▬ ▪ ▬ ▬ ▪▬▬ ▪ ▬▬▪ ▬ ▪▪▬ ▬▬ ▪ ▬▪ ▬▬▬ ▪ ▬ ▬ ▪▬▬ ▪ ▬▬▪ ▬ ▪▪▬ ▬▬ ▪ ▬▪ ▬▬▬ ▪ ▬ ▬ ▪▬▬ ▪ ▬▬▪ ▬ ▪▪▬ ▬▬ ▪ ▬▪ ▬▬▬ ▪ ▬ ▬ ▪▬▬ ▪ ▬▬▪ ▬ ▪▪ [252,1243,373,1373]
notice-label: شمال نیوز [760,856,795,866]
classified-notice [127,691,248,778]
notice-label: شمال نیوز [385,25,420,34]
notice-header [502,684,623,696]
notice-label: شمال نیوز [510,118,545,128]
notice-header [252,404,373,416]
notice-label: شمال نیوز [885,849,920,859]
notice-number: 55 [233,25,245,34]
notice-number: 4 [989,440,995,450]
classified-notice [2,375,123,534]
notice-number: 7 [989,849,995,859]
classified-notice [502,684,623,821]
classified-notice [252,404,373,541]
column-divider [874,20,875,1657]
notice-number: 32 [608,684,620,694]
notice-number: 39 [483,340,495,350]
notice-label: شمال نیوز [510,935,545,945]
notice-header [752,24,873,36]
notice-number: 24 [733,849,745,859]
notice-number: 23 [733,749,745,759]
notice-body: ▬ ▪▬▬ ▪ ▬▬▪ ▬ ▪▪▬ ▬▬ ▪ ▬▪ ▬▬▬ ▪ ▬ ▬ ▪▬▬ ▪ ▬▬▪ ▬ ▪▪▬ ▬▬ ▪ ▬▪ ▬▬▬ ▪ ▬ ▬ ▪▬▬ ▪ ▬▬▪ ▬ ▪▪▬ ▬▬ ▪ ▬▪ ▬▬▬ ▪ ▬ ▬ ▪▬▬ ▪ ▬▬▪ ▬ ▪▪▬ ▬▬ ▪ ▬▪ ▬▬▬ ▪ ▬ ▬ ▪▬▬ ▪ ▬▬▪ ▬ ▪▪▬ ▬▬ ▪ ▬▪ ▬▬▬ ▪ ▬ ▬ ▪▬▬ ▪ ▬▬▪ ▬ ▪▪▬ ▬▬ ▪ ▬▪ ▬▬▬ ▪ ▬ ▬ ▪▬▬ ▪ ▬▬▪ ▬ ▪▪▬ ▬▬ ▪ ▬▪ ▬▬▬ ▪ ▬ ▬ ▪▬▬ ▪ ▬▬▪ ▬ ▪▪▬ ▬▬ ▪ ▬▪ ▬▬▬ ▪ ▬ ▬ ▪▬▬ ▪ ▬▬▪ ▬ ▪▪▬ ▬▬ ▪ ▬▪ ▬▬▬ ▪ ▬ ▬ ▪▬▬ ▪ ▬▬▪ ▬ ▪▪▬ ▬▬ ▪ ▬▪ ▬▬▬ ▪ ▬ ▬ ▪▬▬ ▪ ▬▬▪ ▬ ▪▪▬ ▬▬ ▪ ▬▪ ▬▬▬ ▪ ▬ ▬ ▪▬▬ ▪ ▬▬▪ ▬ ▪▪▬ ▬▬ ▪ ▬▪ ▬▬▬ ▪ ▬ ▬ ▪▬▬ ▪ ▬▬▪ ▬ ▪▪▬ ▬▬ ▪ ▬▪ ▬▬▬ ▪ ▬ ▬ ▪▬▬ ▪ ▬▬▪ ▬ ▪▪▬ ▬▬ ▪ ▬▪ ▬▬▬ ▪ ▬ ▬ ▪▬▬ ▪ ▬▬▪ ▬ ▪▪▬ ▬▬ ▪ ▬▪ ▬▬▬ ▪ ▬ ▬ ▪▬▬ ▪ ▬▬ [877,39,998,161]
column-divider [499,20,500,1657]
notice-header [877,1350,998,1362]
classified-notice [127,175,248,269]
notice-label: شمال نیوز [510,433,545,443]
classified-notice [627,992,748,1093]
notice-label: شمال نیوز [135,25,170,34]
classified-notice [877,1243,998,1344]
notice-body: ▬ ▪▬▬ ▪ ▬▬▪ ▬ ▪▪▬ ▬▬ ▪ ▬▪ ▬▬▬ ▪ ▬ ▬ ▪▬▬ ▪ ▬▬▪ ▬ ▪▪▬ ▬▬ ▪ ▬▪ ▬▬▬ ▪ ▬ ▬ ▪▬▬ ▪ ▬▬▪ ▬ ▪▪▬ ▬▬ ▪ ▬▪ ▬▬▬ ▪ ▬ ▬ ▪▬▬ ▪ ▬▬▪ ▬ ▪▪▬ ▬▬ ▪ ▬▪ ▬▬▬ ▪ ▬ ▬ ▪▬▬ ▪ ▬▬▪ ▬ ▪▪▬ ▬▬ ▪ ▬▪ ▬▬▬ ▪ ▬ ▬ ▪▬▬ ▪ ▬▬▪ ▬ ▪▪▬ ▬▬ ▪ ▬▪ ▬▬▬ ▪ ▬ ▬ ▪▬▬ ▪ ▬▬▪ ▬ ▪▪▬ ▬▬ ▪ ▬▪ ▬▬▬ ▪ ▬ ▬ ▪▬▬ ▪ ▬▬▪ ▬ ▪▪▬ ▬▬ ▪ ▬▪ ▬▬▬ ▪ ▬ ▬ ▪▬▬ ▪ ▬▬▪ ▬ ▪▪▬ ▬▬ ▪ ▬▪ ▬▬▬ ▪ ▬ ▬ ▪▬▬ ▪ ▬▬▪ ▬ ▪▪▬ ▬▬ ▪ ▬▪ ▬▬▬ ▪ ▬ ▬ ▪▬▬ ▪ ▬▬▪ ▬ ▪▪▬ ▬▬ ▪ ▬▪ ▬▬▬ ▪ ▬ ▬ ▪▬▬ ▪ ▬▬▪ ▬ ▪▪▬ ▬▬ ▪ ▬▪ ▬▬▬ ▪ ▬ ▬ ▪▬▬ ▪ ▬▬▪ ▬ ▪▪▬ ▬▬ ▪ ▬▪ ▬▬▬ ▪ ▬ ▬ ▪▬▬ ▪ ▬▬▪ ▬ ▪▪▬ ▬▬ ▪ ▬▪ ▬▬▬ ▪ ▬ ▬ ▪▬▬ ▪ ▬▬▪ ▬ ▪▪▬ ▬▬ ▪ ▬▪ ▬▬▬ ▪ ▬ ▬ ▪▬▬ ▪ ▬▬▪ ▬ ▪▪▬ ▬▬ ▪ ▬▪ ▬▬▬ ▪ ▬ ▬ ▪▬▬ ▪ ▬▬▪ ▬ ▪▪▬ ▬▬ ▪ ▬▪ ▬▬▬ ▪ ▬ ▬ ▪▬▬ ▪ ▬▬▪ ▬ ▪▪▬ ▬▬ ▪ ▬▪ ▬▬▬ ▪ ▬ ▬ ▪▬▬ ▪ ▬▬▪ ▬ ▪▪▬ ▬▬ ▪ ▬▪ ▬▬ [627,1114,748,1258]
notice-body: ▬ ▪▬▬ ▪ ▬▬▪ ▬ ▪▪▬ ▬▬ ▪ ▬▪ ▬▬▬ ▪ ▬ ▬ ▪▬▬ ▪ ▬▬▪ ▬ ▪▪▬ ▬▬ ▪ ▬▪ ▬▬▬ ▪ ▬ ▬ ▪▬▬ ▪ ▬▬▪ ▬ ▪▪▬ ▬▬ ▪ ▬▪ ▬▬▬ ▪ ▬ ▬ ▪▬▬ ▪ ▬▬▪ ▬ ▪▪▬ ▬▬ ▪ ▬▪ ▬▬▬ ▪ ▬ ▬ ▪▬▬ ▪ ▬▬▪ ▬ ▪▪▬ ▬▬ ▪ ▬▪ ▬▬▬ ▪ ▬ ▬ ▪▬▬ ▪ ▬▬▪ ▬ ▪▪▬ ▬▬ ▪ ▬▪ ▬▬▬ ▪ ▬ ▬ ▪▬▬ ▪ ▬▬▪ ▬ ▪▪▬ ▬▬ ▪ ▬▪ ▬▬▬ ▪ ▬ ▬ ▪▬▬ ▪ ▬▬▪ ▬ ▪▪▬ ▬▬ ▪ ▬▪ ▬▬▬ ▪ ▬ ▬ ▪▬▬ ▪ ▬▬▪ ▬ ▪▪▬ ▬▬ ▪ ▬▪ ▬▬▬ ▪ ▬ ▬ ▪▬▬ ▪ ▬▬▪ ▬ ▪▪▬ ▬▬ ▪ ▬▪ ▬▬▬ ▪ ▬ ▬ ▪▬▬ ▪ ▬▬▪ ▬ ▪▪▬ ▬▬ ▪ ▬▪ ▬▬▬ ▪ ▬ ▬ ▪▬▬ ▪ ▬▬▪ ▬ ▪▪▬ ▬▬ ▪ ▬▪ ▬▬▬ ▪ ▬ ▬ ▪▬▬ ▪ ▬▬▪ ▬ ▪▪▬ ▬▬ ▪ ▬▪ ▬▬▬ ▪ ▬ ▬ ▪▬▬ ▪ ▬▬▪ ▬ ▪▪▬ ▬▬ ▪ ▬▪ ▬▬▬ ▪ ▬ ▬ ▪▬▬ ▪ ▬▬▪ ▬ ▪▪▬ ▬▬ ▪ ▬▪ ▬▬▬ ▪ ▬ ▬ ▪▬▬ ▪ ▬▬▪ ▬ ▪▪▬ ▬▬ ▪ ▬▪ ▬▬▬ ▪ ▬ ▬ ▪▬▬ ▪ ▬▬▪ ▬ ▪▪ [752,720,873,849]
notice-label: شمال نیوز [10,125,45,135]
notice-number: 17 [983,1351,995,1361]
notice-body: ▬ ▪▬▬ ▪ ▬▬▪ ▬ ▪▪▬ ▬▬ ▪ ▬▪ ▬▬▬ ▪ ▬ ▬ ▪▬▬ ▪ ▬▬▪ ▬ ▪▪▬ ▬▬ ▪ ▬▪ ▬▬▬ ▪ ▬ ▬ ▪▬▬ ▪ ▬▬▪ ▬ ▪▪▬ ▬▬ ▪ ▬▪ ▬▬▬ ▪ ▬ ▬ ▪▬▬ ▪ ▬▬▪ ▬ ▪▪▬ ▬▬ ▪ ▬▪ ▬▬▬ ▪ ▬ ▬ ▪▬▬ ▪ ▬▬▪ ▬ ▪▪▬ ▬▬ ▪ ▬▪ ▬▬▬ ▪ ▬ ▬ ▪▬▬ ▪ ▬▬▪ ▬ ▪▪▬ ▬▬ ▪ ▬▪ ▬▬▬ ▪ ▬ ▬ ▪▬▬ ▪ ▬▬▪ ▬ ▪▪▬ ▬▬ ▪ ▬▪ ▬▬▬ ▪ ▬ ▬ ▪▬▬ ▪ ▬▬▪ ▬ ▪▪▬ ▬▬ ▪ ▬▪ ▬▬▬ ▪ ▬ ▬ ▪▬▬ ▪ ▬▬▪ ▬ ▪▪▬ ▬▬ ▪ ▬▪ ▬▬▬ ▪ ▬ ▬ ▪▬▬ ▪ ▬▬▪ ▬ ▪▪▬ ▬▬ ▪ ▬▪ ▬▬▬ ▪ ▬ ▬ ▪▬▬ ▪ ▬▬▪ ▬ ▪▪▬ ▬▬ ▪ ▬▪ ▬▬▬ ▪ ▬ ▬ ▪▬▬ ▪ ▬▬▪ ▬ ▪▪▬ ▬▬ ▪ ▬▪ ▬▬▬ ▪ ▬ ▬ ▪▬▬ ▪ ▬▬▪ ▬ ▪▪▬ ▬▬ ▪ ▬▪ ▬▬▬ ▪ ▬ ▬ ▪▬▬ ▪ ▬▬▪ ▬ ▪▪▬ ▬▬ ▪ ▬▪ ▬▬▬ ▪ ▬ ▬ ▪▬▬ ▪ ▬▬▪ ▬ ▪▪▬ ▬▬ ▪ ▬▪ ▬▬▬ ▪ ▬ ▬ ▪▬▬ ▪ ▬▬▪ ▬ ▪▪▬ ▬▬ ▪ ▬▪ ▬▬▬ ▪ ▬ ▬ ▪▬▬ ▪ ▬▬▪ ▬ ▪▪▬ ▬▬ ▪ ▬▪ ▬▬▬ ▪ ▬ ▬ ▪▬▬ ▪ ▬▬▪ ▬ ▪▪▬ ▬▬ ▪ ▬▪ ▬▬▬ ▪ ▬ ▬ ▪▬▬ ▪ ▬▬▪ ▬ ▪▪▬ ▬▬ ▪ ▬▪ ▬▬▬ ▪ ▬ ▬ ▪▬▬ ▪ ▬▬▪ ▬ ▪▪▬ ▬▬ ▪ ▬▪ ▬▬▬ ▪ ▬ ▬ ▪▬▬ ▪ ▬▬▪ ▬ ▪▪▬ ▬▬ ▪ ▬▪ ▬▬▬ ▪ ▬ ▬ ▪▬▬ [627,297,748,462]
classified-notice [252,153,373,298]
column [0,20,125,1657]
notice-number: 65 [108,125,120,135]
notice-body: ▬ ▪▬▬ ▪ ▬▬▪ ▬ ▪▪▬ ▬▬ ▪ ▬▪ ▬▬▬ ▪ ▬ ▬ ▪▬▬ ▪ ▬▬▪ ▬ ▪▪▬ ▬▬ ▪ ▬▪ ▬▬▬ ▪ ▬ ▬ ▪▬▬ ▪ ▬▬▪ ▬ ▪▪▬ ▬▬ ▪ ▬▪ ▬▬▬ ▪ ▬ ▬ ▪▬▬ ▪ ▬▬▪ ▬ ▪▪▬ ▬▬ ▪ ▬▪ ▬▬▬ ▪ ▬ ▬ ▪▬▬ ▪ ▬▬▪ ▬ ▪▪▬ ▬▬ ▪ ▬▪ ▬▬▬ ▪ ▬ ▬ ▪▬▬ ▪ ▬▬▪ ▬ ▪▪▬ ▬▬ ▪ ▬▪ ▬▬▬ ▪ ▬ ▬ ▪▬▬ ▪ ▬▬▪ ▬ ▪▪▬ ▬▬ ▪ ▬▪ ▬▬▬ ▪ ▬ ▬ ▪▬▬ ▪ ▬▬▪ ▬ ▪▪▬ ▬▬ ▪ ▬▪ ▬▬▬ ▪ ▬ ▬ ▪▬▬ ▪ ▬▬▪ ▬ ▪▪▬ ▬▬ ▪ ▬▪ ▬▬▬ ▪ ▬ ▬ ▪▬▬ ▪ ▬▬▪ ▬ ▪▪▬ ▬▬ ▪ ▬▪ ▬▬▬ ▪ ▬ ▬ ▪▬▬ ▪ ▬▬▪ ▬ ▪▪▬ ▬▬ ▪ ▬▪ ▬▬▬ ▪ ▬ ▬ ▪▬▬ ▪ ▬▬▪ ▬ ▪▪▬ ▬▬ ▪ ▬▪ ▬▬▬ ▪ ▬ ▬ ▪▬▬ ▪ ▬▬▪ ▬ ▪▪▬ ▬▬ ▪ ▬▪ ▬▬▬ ▪ ▬ ▬ ▪▬▬ ▪ ▬▬▪ ▬ ▪▪▬ ▬▬ ▪ ▬▪ ▬▬▬ ▪ ▬ ▬ ▪▬▬ ▪ ▬▬▪ ▬ ▪▪▬ ▬▬ ▪ ▬▪ ▬▬▬ ▪ ▬ ▬ ▪▬▬ ▪ ▬▬▪ ▬ ▪▪▬ ▬▬ ▪ ▬▪ ▬▬▬ ▪ ▬ ▬ ▪▬▬ ▪ ▬▬▪ ▬ ▪▪▬ ▬▬ ▪ ▬▪ ▬▬▬ ▪ ▬ ▬ ▪▬▬ ▪ ▬▬▪ ▬ ▪▪▬ ▬▬ ▪ ▬▪ ▬▬▬ ▪ ▬ ▬ ▪▬▬ ▪ ▬▬▪ ▬ ▪▪▬ ▬▬ ▪ ▬▪ ▬▬ [752,146,873,290]
classified-notice [377,734,498,835]
notice-label: شمال نیوز [885,1244,920,1254]
notice-header [627,849,748,861]
notice-label: شمال نیوز [135,1100,170,1110]
classified-notice [627,469,748,592]
notice-body: ▬ ▪▬▬ ▪ ▬▬▪ ▬ ▪▪▬ ▬▬ ▪ ▬▪ ▬▬▬ ▪ ▬ ▬ ▪▬▬ ▪ ▬▬▪ ▬ ▪▪▬ ▬▬ ▪ ▬▪ ▬▬▬ ▪ ▬ ▬ ▪▬▬ ▪ ▬▬▪ ▬ ▪▪▬ ▬▬ ▪ ▬▪ ▬▬▬ ▪ ▬ ▬ ▪▬▬ ▪ ▬▬▪ ▬ ▪▪▬ ▬▬ ▪ ▬▪ ▬▬▬ ▪ ▬ ▬ ▪▬▬ ▪ ▬▬▪ ▬ ▪▪▬ ▬▬ ▪ ▬▪ ▬▬▬ ▪ ▬ ▬ ▪▬▬ ▪ ▬▬▪ ▬ ▪▪▬ ▬▬ ▪ ▬▪ ▬▬▬ ▪ ▬ ▬ ▪▬▬ ▪ ▬▬▪ ▬ ▪▪▬ ▬▬ ▪ ▬▪ ▬▬▬ ▪ ▬ ▬ ▪▬▬ ▪ ▬▬▪ ▬ ▪▪▬ ▬▬ ▪ ▬▪ ▬▬▬ ▪ ▬ ▬ ▪▬▬ ▪ ▬▬▪ ▬ ▪▪▬ ▬▬ ▪ ▬▪ ▬▬▬ ▪ ▬ ▬ ▪▬▬ ▪ ▬▬▪ ▬ ▪▪▬ ▬▬ ▪ ▬▪ ▬▬▬ ▪ ▬ ▬ ▪▬▬ ▪ ▬▬▪ ▬ ▪▪▬ ▬▬ ▪ ▬▪ ▬▬▬ ▪ ▬ ▬ ▪▬▬ [877,1258,998,1344]
notice-body: ▬ ▪▬▬ ▪ ▬▬▪ ▬ ▪▪▬ ▬▬ ▪ ▬▪ ▬▬▬ ▪ ▬ ▬ ▪▬▬ ▪ ▬▬▪ ▬ ▪▪▬ ▬▬ ▪ ▬▪ ▬▬▬ ▪ ▬ ▬ ▪▬▬ ▪ ▬▬▪ ▬ ▪▪▬ ▬▬ ▪ ▬▪ ▬▬▬ ▪ ▬ ▬ ▪▬▬ ▪ ▬▬▪ ▬ ▪▪▬ ▬▬ ▪ ▬▪ ▬▬▬ ▪ ▬ ▬ ▪▬▬ ▪ ▬▬▪ ▬ ▪▪▬ ▬▬ ▪ ▬▪ ▬▬▬ ▪ ▬ ▬ ▪▬▬ ▪ ▬▬▪ ▬ ▪▪▬ ▬▬ ▪ ▬▪ ▬▬▬ ▪ ▬ ▬ ▪▬▬ ▪ ▬▬▪ ▬ ▪▪▬ ▬▬ ▪ ▬▪ ▬▬▬ ▪ ▬ ▬ ▪▬▬ ▪ ▬▬▪ ▬ ▪▪▬ ▬▬ ▪ ▬▪ ▬▬▬ ▪ ▬ ▬ ▪▬▬ ▪ ▬▬▪ ▬ ▪▪▬ ▬▬ ▪ ▬▪ ▬▬▬ ▪ ▬ ▬ ▪▬▬ ▪ ▬▬▪ ▬ ▪▪▬ ▬▬ ▪ ▬▪ ▬▬▬ ▪ ▬ ▬ ▪▬▬ ▪ ▬▬▪ ▬ ▪▪▬ ▬▬ ▪ ▬▪ ▬▬▬ ▪ ▬ ▬ ▪▬▬ [502,842,623,928]
affidavit-body: ▬ ▪▬▬ ▪ ▬▬▪ ▬ ▪▪▬ ▬▬ ▪ ▬▪ ▬▬▬ ▪ ▬ ▬ ▪▬▬ ▪ ▬▬▪ ▬ ▪▪▬ ▬▬ ▪ ▬▪ ▬▬▬ ▪ ▬ ▬ ▪▬▬ ▪ ▬▬▪ ▬ ▪▪▬ ▬▬ ▪ ▬▪ ▬▬▬ ▪ ▬ ▬ ▪▬▬ ▪ ▬▬▪ ▬ ▪▪▬ ▬▬ ▪ ▬▪ ▬▬▬ ▪ ▬ ▬ ▪▬▬ ▪ ▬▬▪ ▬ ▪▪▬ ▬▬ ▪ ▬▪ ▬▬▬ ▪ ▬ ▬ ▪▬▬ ▪ ▬▬▪ ▬ ▪▪▬ ▬▬ ▪ ▬▪ ▬▬▬ ▪ ▬ ▬ ▪▬▬ ▪ ▬▬▪ ▬ ▪▪▬ ▬▬ ▪ ▬▪ ▬▬▬ ▪ ▬ ▬ ▪▬▬ ▪ ▬▬▪ ▬ ▪▪▬ ▬▬ ▪ ▬▪ ▬▬▬ ▪ ▬ ▬ ▪▬▬ ▪ ▬▬▪ ▬ ▪▪▬ ▬▬ ▪ ▬▪ ▬▬▬ ▪ ▬ ▬ ▪▬▬ ▪ ▬▬▪ ▬ ▪▪▬ ▬▬ ▪ ▬▪ ▬▬▬ ▪ ▬ ▬ ▪▬▬ ▪ ▬▬▪ ▬ ▪▪▬ ▬▬ ▪ ▬▪ ▬▬▬ ▪ ▬ ▬ ▪▬▬ ▪ ▬▬▪ ▬ ▪▪▬ ▬▬ ▪ ▬▪ ▬▬▬ ▪ ▬ ▬ ▪▬▬ ▪ ▬▬▪ [2,1049,123,1142]
classified-notice [252,1100,373,1223]
notice-body: ▬ ▪▬▬ ▪ ▬▬▪ ▬ ▪▪▬ ▬▬ ▪ ▬▪ ▬▬▬ ▪ ▬ ▬ ▪▬▬ ▪ ▬▬▪ ▬ ▪▪▬ ▬▬ ▪ ▬▪ ▬▬▬ ▪ ▬ ▬ ▪▬▬ ▪ ▬▬▪ ▬ ▪▪▬ ▬▬ ▪ ▬▪ ▬▬▬ ▪ ▬ ▬ ▪▬▬ ▪ ▬▬▪ ▬ ▪▪▬ ▬▬ ▪ ▬▪ ▬▬▬ ▪ ▬ ▬ ▪▬▬ ▪ ▬▬▪ ▬ ▪▪▬ ▬▬ ▪ ▬▪ ▬▬▬ ▪ ▬ ▬ ▪▬▬ ▪ ▬▬▪ ▬ ▪▪▬ ▬▬ ▪ ▬▪ ▬▬▬ ▪ ▬ ▬ ▪▬▬ ▪ ▬▬▪ ▬ ▪▪▬ ▬▬ ▪ ▬▪ ▬▬▬ ▪ ▬ ▬ ▪▬▬ ▪ ▬▬▪ ▬ ▪▪▬ ▬▬ ▪ ▬▪ ▬▬▬ ▪ ▬ ▬ ▪▬▬ ▪ ▬▬▪ ▬ ▪▪▬ ▬▬ ▪ ▬▪ ▬▬▬ ▪ ▬ ▬ ▪▬▬ ▪ ▬▬▪ ▬ ▪▪▬ ▬▬ ▪ ▬▪ ▬▬▬ ▪ ▬ ▬ ▪▬▬ ▪ ▬▬▪ ▬ ▪▪▬ ▬▬ ▪ ▬▪ ▬▬▬ ▪ ▬ ▬ ▪▬▬ [752,39,873,125]
classified-notice [127,275,248,412]
notice-body: ▬ ▪▬▬ ▪ ▬▬▪ ▬ ▪▪▬ ▬▬ ▪ ▬▪ ▬▬▬ ▪ ▬ ▬ ▪▬▬ ▪ ▬▬▪ ▬ ▪▪▬ ▬▬ ▪ ▬▪ ▬▬▬ ▪ ▬ ▬ ▪▬▬ ▪ ▬▬▪ ▬ ▪▪▬ ▬▬ ▪ ▬▪ ▬▬▬ ▪ ▬ ▬ ▪▬▬ ▪ ▬▬▪ ▬ ▪▪▬ ▬▬ ▪ ▬▪ ▬▬▬ ▪ ▬ ▬ ▪▬▬ ▪ ▬▬▪ ▬ ▪▪▬ ▬▬ ▪ ▬▪ ▬▬▬ ▪ ▬ ▬ ▪▬▬ ▪ ▬▬▪ ▬ ▪▪▬ ▬▬ ▪ ▬▪ ▬▬▬ ▪ ▬ ▬ ▪▬▬ ▪ ▬▬▪ ▬ ▪▪▬ ▬▬ ▪ ▬▪ ▬▬▬ ▪ ▬ ▬ ▪▬▬ ▪ ▬▬▪ ▬ ▪▪▬ ▬▬ ▪ ▬▪ ▬▬▬ ▪ ▬ ▬ ▪▬▬ ▪ ▬▬▪ ▬ ▪▪▬ ▬▬ ▪ ▬▪ ▬▬▬ ▪ ▬ ▬ ▪▬▬ ▪ ▬▬▪ ▬ ▪▪▬ ▬▬ ▪ ▬▪ ▬▬▬ ▪ ▬ [627,763,748,842]
classified-notice [377,211,498,334]
notice-label: شمال نیوز [135,691,170,701]
notice-header [752,705,873,717]
notice-header [752,956,873,968]
notice-body: ▬ ▪▬▬ ▪ ▬▬▪ ▬ ▪▪▬ ▬▬ ▪ ▬▪ ▬▬▬ ▪ ▬ ▬ ▪▬▬ ▪ ▬▬▪ ▬ ▪▪▬ ▬▬ ▪ ▬▪ ▬▬▬ ▪ ▬ ▬ ▪▬▬ ▪ ▬▬▪ ▬ ▪▪▬ ▬▬ ▪ ▬▪ ▬▬▬ ▪ ▬ ▬ ▪▬▬ ▪ ▬▬▪ ▬ ▪▪▬ ▬▬ ▪ ▬▪ ▬▬▬ ▪ ▬ ▬ ▪▬▬ ▪ ▬▬▪ ▬ ▪▪▬ ▬▬ ▪ ▬▪ ▬▬▬ ▪ ▬ ▬ ▪▬▬ ▪ ▬▬▪ ▬ ▪▪▬ ▬▬ ▪ ▬▪ ▬▬▬ ▪ ▬ ▬ ▪▬▬ ▪ ▬▬▪ ▬ ▪▪▬ ▬▬ ▪ ▬▪ ▬▬▬ ▪ ▬ ▬ ▪▬▬ ▪ ▬▬▪ ▬ ▪▪▬ ▬▬ ▪ ▬▪ ▬▬▬ ▪ ▬ ▬ ▪▬▬ ▪ ▬▬▪ ▬ ▪▪▬ ▬▬ ▪ ▬▪ ▬▬ [752,311,873,383]
classified-notice [127,971,248,1094]
notice-number: 20 [733,283,745,293]
notice-body: ▬ ▪▬▬ ▪ ▬▬▪ ▬ ▪▪▬ ▬▬ ▪ ▬▪ ▬▬▬ ▪ ▬ ▬ ▪▬▬ ▪ ▬▬▪ ▬ ▪▪▬ ▬▬ ▪ ▬▪ ▬▬▬ ▪ ▬ ▬ ▪▬▬ ▪ ▬▬▪ ▬ ▪▪▬ ▬▬ ▪ ▬▪ ▬▬▬ ▪ ▬ ▬ ▪▬▬ ▪ ▬▬▪ ▬ ▪▪▬ ▬▬ ▪ ▬▪ ▬▬▬ ▪ ▬ ▬ ▪▬▬ ▪ ▬▬▪ ▬ ▪▪▬ ▬▬ ▪ ▬▪ ▬▬▬ ▪ ▬ ▬ ▪▬▬ ▪ ▬▬▪ ▬ ▪▪▬ ▬▬ ▪ ▬▪ ▬▬▬ ▪ ▬ ▬ ▪▬▬ ▪ ▬▬▪ ▬ ▪▪▬ ▬▬ ▪ ▬▪ ▬▬▬ ▪ ▬ ▬ ▪▬▬ ▪ ▬▬▪ ▬ ▪▪▬ ▬▬ ▪ ▬▪ ▬▬▬ ▪ ▬ ▬ ▪▬▬ ▪ ▬▬▪ ▬ ▪▪▬ ▬▬ ▪ ▬▪ ▬▬▬ ▪ ▬ ▬ ▪▬▬ ▪ ▬▬▪ ▬ ▪▪▬ ▬▬ ▪ ▬▪ ▬▬▬ ▪ ▬ [502,598,623,677]
notice-number: 46 [358,154,370,164]
classified-notice [877,275,998,434]
notice-label: شمال نیوز [385,591,420,601]
notice-number: 57 [233,275,245,285]
notice-label: شمال نیوز [260,820,295,830]
notice-label: شمال نیوز [385,842,420,852]
notice-body: ▬ ▪▬▬ ▪ ▬▬▪ ▬ ▪▪▬ ▬▬ ▪ ▬▪ ▬▬▬ ▪ ▬ ▬ ▪▬▬ ▪ ▬▬▪ ▬ ▪▪▬ ▬▬ ▪ ▬▪ ▬▬▬ ▪ ▬ ▬ ▪▬▬ ▪ ▬▬▪ ▬ ▪▪▬ ▬▬ ▪ ▬▪ ▬▬▬ ▪ ▬ ▬ ▪▬▬ ▪ ▬▬▪ ▬ ▪▪▬ ▬▬ ▪ ▬▪ ▬▬▬ ▪ ▬ ▬ ▪▬▬ ▪ ▬▬▪ ▬ ▪▪▬ ▬▬ ▪ ▬▪ ▬▬▬ ▪ ▬ ▬ ▪▬▬ ▪ ▬▬▪ ▬ ▪▪▬ ▬▬ ▪ ▬▪ ▬▬▬ ▪ ▬ ▬ ▪▬▬ ▪ ▬▬▪ ▬ ▪▪▬ ▬▬ ▪ ▬▪ ▬▬▬ ▪ ▬ ▬ ▪▬▬ ▪ ▬▬▪ ▬ ▪▪▬ ▬▬ ▪ ▬▪ ▬▬▬ ▪ ▬ ▬ ▪▬▬ ▪ ▬▬▪ ▬ ▪▪▬ ▬▬ ▪ ▬▪ ▬▬▬ ▪ ▬ ▬ ▪▬▬ ▪ ▬▬▪ ▬ ▪▪▬ ▬▬ ▪ ▬▪ ▬▬▬ ▪ ▬ [377,505,498,584]
notice-header [752,297,873,309]
separator-stars: ★★★★★ [37,819,88,830]
notice-body: ▬ ▪▬▬ ▪ ▬▬▪ ▬ ▪▪▬ ▬▬ ▪ ▬▪ ▬▬▬ ▪ ▬ ▬ ▪▬▬ ▪ ▬▬▪ ▬ ▪▪▬ ▬▬ ▪ ▬▪ ▬▬▬ ▪ ▬ ▬ ▪▬▬ ▪ ▬▬▪ ▬ ▪▪▬ ▬▬ ▪ ▬▪ ▬▬▬ ▪ ▬ ▬ ▪▬▬ ▪ ▬▬▪ ▬ ▪▪▬ ▬▬ ▪ ▬▪ ▬▬▬ ▪ ▬ ▬ ▪▬▬ ▪ ▬▬▪ ▬ ▪▪▬ ▬▬ ▪ ▬▪ ▬▬▬ ▪ ▬ ▬ ▪▬▬ ▪ ▬▬▪ ▬ ▪▪▬ ▬▬ ▪ ▬▪ ▬▬▬ ▪ ▬ ▬ ▪▬▬ ▪ ▬▬▪ ▬ ▪▪▬ ▬▬ ▪ ▬▪ ▬▬▬ ▪ ▬ ▬ ▪▬▬ ▪ ▬▬▪ ▬ ▪▪▬ ▬▬ ▪ ▬▪ ▬▬▬ ▪ ▬ ▬ ▪▬▬ ▪ ▬▬▪ ▬ ▪▪▬ ▬▬ ▪ ▬▪ ▬▬▬ ▪ ▬ ▬ ▪▬▬ ▪ ▬▬▪ ▬ ▪▪▬ ▬▬ ▪ ▬▪ ▬▬▬ ▪ ▬ ▬ ▪▬▬ ▪ ▬▬▪ ▬ ▪▪▬ ▬▬ ▪ ▬▪ ▬▬▬ ▪ ▬ ▬ ▪▬▬ ▪ ▬▬▪ ▬ ▪▪▬ ▬▬ ▪ ▬▪ ▬▬▬ ▪ ▬ ▬ ▪▬▬ ▪ ▬▬▪ ▬ ▪▪▬ ▬▬ ▪ ▬▪ ▬▬▬ ▪ ▬ ▬ ▪▬▬ ▪ ▬▬▪ ▬ ▪▪▬ ▬▬ ▪ ▬▪ ▬▬▬ ▪ ▬ ▬ ▪▬▬ ▪ ▬▬▪ ▬ ▪▪▬ ▬▬ ▪ ▬▪ ▬▬▬ ▪ ▬ ▬ ▪▬▬ ▪ ▬▬▪ ▬ ▪▪▬ ▬▬ ▪ ▬▪ ▬▬▬ ▪ ▬ ▬ ▪▬▬ ▪ ▬▬▪ ▬ ▪▪▬ ▬▬ ▪ ▬▪ ▬▬▬ ▪ ▬ ▬ ▪▬▬ ▪ ▬▬▪ ▬ ▪▪▬ ▬▬ ▪ ▬▪ ▬▬▬ ▪ ▬ ▬ ▪▬▬ ▪ ▬▬▪ ▬ ▪▪▬ ▬▬ ▪ ▬▪ ▬▬▬ ▪ ▬ ▬ ▪▬▬ ▪ ▬▬▪ ▬ ▪▪▬ ▬▬ ▪ ▬▪ ▬▬▬ ▪ ▬ ▬ ▪▬▬ ▪ ▬▬▪ ▬ ▪▪▬ ▬▬ ▪ ▬▪ ▬▬▬ ▪ ▬ ▬ ▪▬▬ [252,927,373,1093]
classified-notice [877,720,998,843]
notice-number: 3 [989,275,995,285]
classified-notice [627,598,748,743]
notice-body: ▬ ▪▬▬ ▪ ▬▬▪ ▬ ▪▪▬ ▬▬ ▪ ▬▪ ▬▬▬ ▪ ▬ ▬ ▪▬▬ ▪ ▬▬▪ ▬ ▪▪▬ ▬▬ ▪ ▬▪ ▬▬▬ ▪ ▬ ▬ ▪▬▬ ▪ ▬▬▪ ▬ ▪▪▬ ▬▬ ▪ ▬▪ ▬▬▬ ▪ ▬ ▬ ▪▬▬ ▪ ▬▬▪ ▬ ▪▪▬ ▬▬ ▪ ▬▪ ▬▬▬ ▪ ▬ ▬ ▪▬▬ ▪ ▬▬▪ ▬ ▪▪▬ ▬▬ ▪ ▬▪ ▬▬▬ ▪ ▬ ▬ ▪▬▬ ▪ ▬▬▪ ▬ ▪▪▬ ▬▬ ▪ ▬▪ ▬▬▬ ▪ ▬ ▬ ▪▬▬ ▪ ▬▬▪ ▬ ▪▪▬ ▬▬ ▪ ▬▪ ▬▬▬ ▪ ▬ ▬ ▪▬▬ ▪ ▬▬▪ ▬ ▪▪▬ ▬▬ ▪ ▬▪ ▬▬▬ ▪ ▬ ▬ ▪▬▬ ▪ ▬▬▪ ▬ ▪▪▬ ▬▬ ▪ ▬▪ ▬▬▬ ▪ ▬ ▬ ▪▬▬ ▪ ▬▬▪ ▬ ▪▪▬ ▬▬ ▪ ▬▪ ▬▬▬ ▪ ▬ ▬ ▪▬▬ ▪ ▬▬▪ ▬ ▪▪▬ ▬▬ ▪ ▬▪ ▬▬▬ ▪ ▬ ▬ ▪▬▬ ▪ ▬▬▪ ▬ ▪▪▬ ▬▬ ▪ ▬▪ ▬▬▬ ▪ ▬ ▬ ▪▬▬ ▪ ▬▬▪ ▬ ▪▪▬ ▬▬ ▪ ▬▪ ▬▬▬ ▪ ▬ ▬ ▪▬▬ ▪ ▬▬▪ ▬ ▪▪▬ [127,985,248,1093]
notice-body: ▬ ▪▬▬ ▪ ▬▬▪ ▬ ▪▪▬ ▬▬ ▪ ▬▪ ▬▬▬ ▪ ▬ ▬ ▪▬▬ ▪ ▬▬▪ ▬ ▪▪▬ ▬▬ ▪ ▬▪ ▬▬▬ ▪ ▬ ▬ ▪▬▬ ▪ ▬▬▪ ▬ ▪▪▬ ▬▬ ▪ ▬▪ ▬▬▬ ▪ ▬ ▬ ▪▬▬ ▪ ▬▬▪ ▬ ▪▪▬ ▬▬ ▪ ▬▪ ▬▬▬ ▪ ▬ ▬ ▪▬▬ ▪ ▬▬▪ ▬ ▪▪▬ ▬▬ ▪ ▬▪ ▬▬▬ ▪ ▬ ▬ ▪▬▬ ▪ ▬▬▪ ▬ ▪▪▬ ▬▬ ▪ ▬▪ ▬▬▬ ▪ ▬ ▬ ▪▬▬ ▪ ▬▬▪ ▬ ▪▪▬ ▬▬ ▪ ▬▪ ▬▬▬ ▪ ▬ ▬ ▪▬▬ ▪ ▬▬▪ ▬ ▪▪▬ ▬▬ ▪ ▬▪ ▬▬▬ ▪ ▬ ▬ ▪▬▬ ▪ ▬▬▪ ▬ ▪▪▬ ▬▬ ▪ ▬▪ ▬▬▬ ▪ ▬ ▬ ▪▬▬ ▪ ▬▬▪ ▬ ▪▪▬ ▬▬ ▪ ▬▪ ▬▬▬ ▪ ▬ ▬ ▪▬▬ ▪ ▬▬▪ ▬ ▪▪▬ ▬▬ ▪ ▬▪ ▬▬▬ ▪ ▬ ▬ ▪▬▬ ▪ ▬▬▪ ▬ ▪▪▬ ▬▬ ▪ ▬▪ ▬▬▬ ▪ ▬ ▬ ▪▬▬ ▪ ▬▬▪ ▬ ▪▪▬ ▬▬ ▪ ▬▪ ▬▬▬ ▪ ▬ ▬ ▪▬▬ ▪ ▬▬▪ ▬ ▪▪▬ ▬▬ ▪ ▬▪ ▬▬▬ ▪ ▬ ▬ ▪▬▬ ▪ ▬▬▪ ▬ ▪▪▬ ▬▬ ▪ ▬▪ ▬▬▬ ▪ ▬ ▬ ▪▬▬ ▪ ▬▬▪ ▬ ▪▪▬ ▬▬ ▪ ▬▪ ▬▬▬ ▪ ▬ ▬ ▪▬▬ ▪ ▬▬▪ ▬ ▪▪ [627,612,748,742]
notice-number: 42 [483,735,495,745]
notice-header [252,153,373,165]
notice-header [627,748,748,760]
notice-number: 48 [358,404,370,414]
notice-header [752,856,873,868]
notice-header [752,390,873,402]
notice-number: 21 [733,469,745,479]
notice-label: شمال نیوز [760,132,795,142]
notice-body: ▬ ▪▬▬ ▪ ▬▬▪ ▬ ▪▪▬ ▬▬ ▪ ▬▪ ▬▬▬ ▪ ▬ ▬ ▪▬▬ ▪ ▬▬▪ ▬ ▪▪▬ ▬▬ ▪ ▬▪ ▬▬▬ ▪ ▬ ▬ ▪▬▬ ▪ ▬▬▪ ▬ ▪▪▬ ▬▬ ▪ ▬▪ ▬▬▬ ▪ ▬ ▬ ▪▬▬ ▪ ▬▬▪ ▬ ▪▪▬ ▬▬ ▪ ▬▪ ▬▬▬ ▪ ▬ ▬ ▪▬▬ ▪ ▬▬▪ ▬ ▪▪▬ ▬▬ ▪ ▬▪ ▬▬▬ ▪ ▬ ▬ ▪▬▬ ▪ ▬▬▪ ▬ ▪▪▬ ▬▬ ▪ ▬▪ ▬▬▬ ▪ ▬ ▬ ▪▬▬ ▪ ▬▬▪ ▬ ▪▪▬ ▬▬ ▪ ▬▪ ▬▬▬ ▪ ▬ ▬ ▪▬▬ ▪ ▬▬▪ ▬ ▪▪▬ ▬▬ ▪ ▬▪ ▬▬▬ ▪ ▬ ▬ ▪▬▬ ▪ ▬▬▪ ▬ ▪▪▬ ▬▬ ▪ ▬▪ ▬▬▬ ▪ ▬ ▬ ▪▬▬ ▪ ▬▬▪ ▬ ▪▪▬ ▬▬ ▪ ▬▪ ▬▬▬ ▪ ▬ ▬ ▪▬▬ ▪ ▬▬▪ ▬ ▪▪▬ ▬▬ ▪ ▬▪ ▬▬▬ ▪ ▬ ▬ ▪▬▬ ▪ ▬▬▪ ▬ ▪▪▬ ▬▬ ▪ ▬▪ ▬▬▬ ▪ ▬ ▬ ▪▬▬ ▪ ▬▬▪ ▬ ▪▪▬ ▬▬ ▪ ▬▪ ▬▬▬ ▪ ▬ ▬ ▪▬▬ ▪ ▬▬▪ ▬ ▪▪▬ ▬▬ ▪ ▬▪ ▬▬▬ ▪ ▬ ▬ ▪▬▬ ▪ ▬▬▪ ▬ ▪▪▬ ▬▬ ▪ ▬▪ ▬▬▬ ▪ ▬ ▬ ▪▬▬ ▪ ▬▬▪ ▬ ▪▪▬ ▬▬ ▪ ▬▪ ▬▬▬ ▪ ▬ ▬ ▪▬▬ ▪ ▬▬▪ ▬ ▪▪▬ ▬▬ ▪ ▬▪ ▬▬▬ ▪ ▬ ▬ ▪▬▬ ▪ ▬▬▪ ▬ ▪▪▬ ▬▬ ▪ ▬▪ ▬▬▬ ▪ ▬ ▬ ▪▬▬ ▪ ▬▬▪ ▬ ▪▪▬ ▬▬ ▪ ▬▪ ▬▬ [627,39,748,182]
notice-label: شمال نیوز [635,283,670,293]
notice-number: 29 [608,304,620,314]
notice-label: شمال نیوز [885,440,920,450]
affidavit-body: ▬ ▪▬▬ ▪ ▬▬▪ ▬ ▪▪▬ ▬▬ ▪ ▬▪ ▬▬▬ ▪ ▬ ▬ ▪▬▬ ▪ ▬▬▪ ▬ ▪▪▬ ▬▬ ▪ ▬▪ ▬▬▬ ▪ ▬ ▬ ▪▬▬ ▪ ▬▬▪ ▬ ▪▪▬ ▬▬ ▪ ▬▪ ▬▬▬ ▪ ▬ ▬ ▪▬▬ ▪ ▬▬▪ ▬ ▪▪▬ ▬▬ ▪ ▬▪ ▬▬▬ ▪ ▬ ▬ ▪▬▬ ▪ ▬▬▪ ▬ ▪▪▬ ▬▬ ▪ ▬▪ ▬▬▬ ▪ ▬ ▬ ▪▬▬ ▪ ▬▬▪ ▬ ▪▪▬ ▬▬ ▪ ▬▪ ▬▬▬ ▪ ▬ ▬ ▪▬▬ ▪ ▬▬▪ ▬ ▪▪▬ ▬▬ ▪ ▬▪ ▬▬▬ ▪ ▬ ▬ ▪▬▬ ▪ ▬▬▪ ▬ ▪▪▬ ▬▬ ▪ ▬▪ ▬▬▬ ▪ ▬ ▬ ▪▬▬ ▪ ▬▬▪ ▬ ▪▪▬ ▬▬ ▪ ▬▪ ▬▬▬ ▪ ▬ ▬ ▪▬▬ ▪ ▬▬▪ ▬ ▪▪▬ ▬▬ ▪ ▬▪ ▬▬▬ ▪ ▬ ▬ ▪▬▬ ▪ ▬▬▪ ▬ ▪▪▬ ▬▬ ▪ ▬▪ ▬▬▬ ▪ ▬ ▬ ▪▬▬ ▪ ▬▬▪ ▬ ▪▪▬ ▬▬ ▪ ▬▪ ▬▬▬ ▪ ▬ ▬ ▪▬▬ ▪ ▬▬▪ [2,873,123,967]
notice-header [502,117,623,129]
notice-number: 50 [358,655,370,665]
notice-header [252,547,373,559]
notice-body: ▬ ▪▬▬ ▪ ▬▬▪ ▬ ▪▪▬ ▬▬ ▪ ▬▪ ▬▬▬ ▪ ▬ ▬ ▪▬▬ ▪ ▬▬▪ ▬ ▪▪▬ ▬▬ ▪ ▬▪ ▬▬▬ ▪ ▬ ▬ ▪▬▬ ▪ ▬▬▪ ▬ ▪▪▬ ▬▬ ▪ ▬▪ ▬▬▬ ▪ ▬ ▬ ▪▬▬ ▪ ▬▬▪ ▬ ▪▪▬ ▬▬ ▪ ▬▪ ▬▬▬ ▪ ▬ ▬ ▪▬▬ ▪ ▬▬▪ ▬ ▪▪▬ ▬▬ ▪ ▬▪ ▬▬▬ ▪ ▬ ▬ ▪▬▬ ▪ ▬▬▪ ▬ ▪▪▬ ▬▬ ▪ ▬▪ ▬▬▬ ▪ ▬ ▬ ▪▬▬ ▪ ▬▬▪ ▬ ▪▪▬ ▬▬ ▪ ▬▪ ▬▬▬ ▪ ▬ ▬ ▪▬▬ ▪ ▬▬▪ ▬ ▪▪▬ ▬▬ ▪ ▬▪ ▬▬▬ ▪ ▬ ▬ ▪▬▬ ▪ ▬▬▪ ▬ ▪▪▬ ▬▬ ▪ ▬▪ ▬▬ [2,555,123,627]
notice-body: ▬ ▪▬▬ ▪ ▬▬▪ ▬ ▪▪▬ ▬▬ ▪ ▬▪ ▬▬▬ ▪ ▬ ▬ ▪▬▬ ▪ ▬▬▪ ▬ ▪▪▬ ▬▬ ▪ ▬▪ ▬▬▬ ▪ ▬ ▬ ▪▬▬ ▪ ▬▬▪ ▬ ▪▪▬ ▬▬ ▪ ▬▪ ▬▬▬ ▪ ▬ ▬ ▪▬▬ ▪ ▬▬▪ ▬ ▪▪▬ ▬▬ ▪ ▬▪ ▬▬▬ ▪ ▬ ▬ ▪▬▬ ▪ ▬▬▪ ▬ ▪▪▬ ▬▬ ▪ ▬▪ ▬▬▬ ▪ ▬ ▬ ▪▬▬ ▪ ▬▬▪ ▬ ▪▪▬ ▬▬ ▪ ▬▪ ▬▬▬ ▪ ▬ ▬ ▪▬▬ ▪ ▬▬▪ ▬ ▪▪▬ ▬▬ ▪ ▬▪ ▬▬▬ ▪ ▬ ▬ ▪▬▬ ▪ ▬▬▪ ▬ ▪▪▬ ▬▬ ▪ ▬▪ ▬▬▬ ▪ ▬ ▬ ▪▬▬ ▪ ▬▬▪ ▬ ▪▪▬ ▬▬ ▪ ▬▪ ▬▬▬ ▪ ▬ ▬ ▪▬▬ ▪ ▬▬▪ ▬ ▪▪▬ ▬▬ ▪ ▬▪ ▬▬▬ ▪ ▬ ▬ ▪▬▬ ▪ ▬▬▪ ▬ ▪▪▬ ▬▬ ▪ ▬▪ ▬▬▬ ▪ ▬ ▬ ▪▬▬ ▪ ▬▬▪ ▬ ▪▪▬ ▬▬ ▪ ▬▪ ▬▬▬ ▪ ▬ ▬ ▪▬▬ ▪ ▬▬▪ ▬ ▪▪▬ ▬▬ ▪ ▬▪ ▬▬▬ ▪ ▬ ▬ ▪▬▬ ▪ ▬▬▪ ▬ ▪▪▬ [877,734,998,842]
classified-notice [877,849,998,994]
notice-number: 61 [233,784,245,794]
notice-body: ▬ ▪▬▬ ▪ ▬▬▪ ▬ ▪▪▬ ▬▬ ▪ ▬▪ ▬▬▬ ▪ ▬ ▬ ▪▬▬ ▪ ▬▬▪ ▬ ▪▪▬ ▬▬ ▪ ▬▪ ▬▬▬ ▪ ▬ ▬ ▪▬▬ ▪ ▬▬▪ ▬ ▪▪▬ ▬▬ ▪ ▬▪ ▬▬▬ ▪ ▬ ▬ ▪▬▬ ▪ ▬▬▪ ▬ ▪▪▬ ▬▬ ▪ ▬▪ ▬▬▬ ▪ ▬ ▬ ▪▬▬ ▪ ▬▬▪ ▬ ▪▪▬ ▬▬ ▪ ▬▪ ▬▬▬ ▪ ▬ ▬ ▪▬▬ ▪ ▬▬▪ ▬ ▪▪▬ ▬▬ ▪ ▬▪ ▬▬▬ ▪ ▬ ▬ ▪▬▬ ▪ ▬▬▪ ▬ ▪▪▬ ▬▬ ▪ ▬▪ ▬▬▬ ▪ ▬ ▬ ▪▬▬ ▪ ▬▬▪ ▬ ▪▪▬ ▬▬ ▪ ▬▪ ▬▬▬ ▪ ▬ ▬ ▪▬▬ ▪ ▬▬▪ ▬ ▪▪▬ ▬▬ ▪ ▬▪ ▬▬▬ ▪ ▬ ▬ ▪▬▬ ▪ ▬▬▪ ▬ ▪▪▬ ▬▬ ▪ ▬▪ ▬▬▬ ▪ ▬ ▬ ▪▬▬ ▪ ▬▬▪ ▬ ▪▪▬ ▬▬ ▪ ▬▪ ▬▬▬ ▪ ▬ ▬ ▪▬▬ ▪ ▬▬▪ ▬ ▪▪▬ ▬▬ ▪ ▬▪ ▬▬▬ ▪ ▬ ▬ ▪▬▬ ▪ ▬▬▪ ▬ ▪▪▬ ▬▬ ▪ ▬▪ ▬▬▬ ▪ ▬ ▬ ▪▬▬ ▪ ▬▬▪ ▬ ▪▪▬ ▬▬ ▪ ▬▪ ▬▬▬ ▪ ▬ ▬ ▪▬▬ ▪ ▬▬▪ ▬ ▪▪▬ ▬▬ ▪ ▬▪ ▬▬▬ ▪ ▬ ▬ ▪▬▬ ▪ ▬▬ [877,1114,998,1236]
notice-label: شمال نیوز [135,175,170,185]
notice-header [252,1100,373,1112]
classified-notice [877,24,998,161]
notice-header [2,24,123,36]
notice-label: شمال نیوز [760,297,795,307]
classified-notice [627,24,748,183]
notice-label: شمال نیوز [885,720,920,730]
notice-number: 16 [983,1244,995,1254]
newspaper-title: روزنامہ شمال مظفرآباد 18 نومبر 2017ء [383,1,617,16]
classified-notice [627,1100,748,1259]
column-divider [624,20,625,1657]
notice-number: 26 [733,1100,745,1110]
notice-label: شمال نیوز [635,849,670,859]
notice-body: ▬ ▪▬▬ ▪ ▬▬▪ ▬ ▪▪▬ ▬▬ ▪ ▬▪ ▬▬▬ ▪ ▬ ▬ ▪▬▬ ▪ ▬▬▪ ▬ ▪▪▬ ▬▬ ▪ ▬▪ ▬▬▬ ▪ ▬ ▬ ▪▬▬ ▪ ▬▬▪ ▬ ▪▪▬ ▬▬ ▪ ▬▪ ▬▬▬ ▪ ▬ ▬ ▪▬▬ ▪ ▬▬▪ ▬ ▪▪▬ ▬▬ ▪ ▬▪ ▬▬▬ ▪ ▬ ▬ ▪▬▬ ▪ ▬▬▪ ▬ ▪▪▬ ▬▬ ▪ ▬▪ ▬▬▬ ▪ ▬ ▬ ▪▬▬ ▪ ▬▬▪ ▬ ▪▪▬ ▬▬ ▪ ▬▪ ▬▬▬ ▪ ▬ ▬ ▪▬▬ ▪ ▬▬▪ ▬ ▪▪▬ ▬▬ ▪ ▬▪ ▬▬▬ ▪ ▬ ▬ ▪▬▬ ▪ ▬▬▪ ▬ ▪▪▬ ▬▬ ▪ ▬▪ ▬▬▬ ▪ ▬ ▬ ▪▬▬ ▪ ▬▬▪ ▬ ▪▪▬ ▬▬ ▪ ▬▪ ▬▬▬ ▪ ▬ ▬ ▪▬▬ ▪ ▬▬▪ ▬ ▪▪▬ ▬▬ ▪ ▬▪ ▬▬▬ ▪ ▬ ▬ ▪▬▬ ▪ ▬▬▪ ▬ ▪▪▬ ▬▬ ▪ ▬▪ ▬▬▬ ▪ ▬ ▬ ▪▬▬ ▪ ▬▬▪ ▬ ▪▪▬ ▬▬ ▪ ▬▪ ▬▬▬ ▪ ▬ ▬ ▪▬▬ ▪ ▬▬▪ ▬ ▪▪▬ ▬▬ ▪ ▬▪ ▬▬▬ ▪ ▬ ▬ ▪▬▬ ▪ ▬▬▪ ▬ ▪▪▬ ▬▬ ▪ ▬▪ ▬▬▬ ▪ ▬ ▬ ▪▬▬ ▪ ▬▬▪ ▬ ▪▪▬ ▬▬ ▪ ▬▪ ▬▬▬ ▪ ▬ ▬ ▪▬▬ ▪ ▬▬▪ ▬ ▪▪▬ ▬▬ ▪ ▬▪ ▬▬▬ ▪ ▬ ▬ ▪▬▬ ▪ ▬▬▪ ▬ ▪▪▬ ▬▬ ▪ ▬▪ ▬▬▬ ▪ ▬ ▬ ▪▬▬ ▪ ▬▬▪ ▬ ▪▪▬ ▬▬ ▪ ▬▪ ▬▬▬ ▪ ▬ ▬ ▪▬▬ ▪ ▬▬▪ ▬ ▪▪▬ ▬▬ ▪ ▬▪ ▬▬▬ ▪ ▬ ▬ ▪▬▬ ▪ ▬▬▪ ▬ ▪▪▬ ▬▬ ▪ ▬▪ ▬▬▬ ▪ ▬ ▬ ▪▬▬ ▪ ▬▬▪ ▬ ▪▪▬ ▬▬ ▪ ▬▪ ▬▬▬ ▪ ▬ ▬ ▪▬▬ [377,39,498,204]
notice-body: ▬ ▪▬▬ ▪ ▬▬▪ ▬ ▪▪▬ ▬▬ ▪ ▬▪ ▬▬▬ ▪ ▬ ▬ ▪▬▬ ▪ ▬▬▪ ▬ ▪▪▬ ▬▬ ▪ ▬▪ ▬▬▬ ▪ ▬ ▬ ▪▬▬ ▪ ▬▬▪ ▬ ▪▪▬ ▬▬ ▪ ▬▪ ▬▬▬ ▪ ▬ ▬ ▪▬▬ ▪ ▬▬▪ ▬ ▪▪▬ ▬▬ ▪ ▬▪ ▬▬▬ ▪ ▬ ▬ ▪▬▬ ▪ ▬▬▪ ▬ ▪▪▬ ▬▬ ▪ ▬▪ ▬▬▬ ▪ ▬ ▬ ▪▬▬ ▪ ▬▬▪ ▬ ▪▪▬ ▬▬ ▪ ▬▪ ▬▬▬ ▪ ▬ ▬ ▪▬▬ ▪ ▬▬▪ ▬ ▪▪▬ ▬▬ ▪ ▬▪ ▬▬▬ ▪ ▬ ▬ ▪▬▬ ▪ ▬▬▪ ▬ ▪▪▬ ▬▬ ▪ ▬▪ ▬▬▬ ▪ ▬ ▬ ▪▬▬ ▪ ▬▬▪ ▬ ▪▪▬ ▬▬ ▪ ▬▪ ▬▬▬ ▪ ▬ ▬ ▪▬▬ ▪ ▬▬▪ ▬ ▪▪▬ ▬▬ ▪ ▬▪ ▬▬▬ ▪ ▬ ▬ ▪▬▬ ▪ ▬▬▪ ▬ ▪▪▬ ▬▬ ▪ ▬▪ ▬▬▬ ▪ ▬ ▬ ▪▬▬ ▪ ▬▬▪ ▬ ▪▪▬ ▬▬ ▪ ▬▪ ▬▬▬ ▪ ▬ ▬ ▪▬▬ ▪ ▬▬▪ ▬ ▪▪▬ ▬▬ ▪ ▬▪ ▬▬▬ ▪ ▬ ▬ ▪▬▬ ▪ ▬▬▪ ▬ ▪▪▬ ▬▬ ▪ ▬▪ ▬▬▬ ▪ ▬ ▬ ▪▬▬ ▪ ▬▬▪ ▬ ▪▪▬ ▬▬ ▪ ▬▪ ▬▬▬ ▪ ▬ ▬ ▪▬▬ ▪ ▬▬▪ ▬ ▪▪▬ ▬▬ ▪ ▬▪ ▬▬▬ ▪ ▬ ▬ ▪▬▬ ▪ ▬▬▪ ▬ ▪▪▬ ▬▬ ▪ ▬▪ ▬▬▬ ▪ ▬ ▬ ▪▬▬ ▪ ▬▬▪ ▬ ▪▪▬ ▬▬ ▪ ▬▪ ▬▬▬ ▪ ▬ ▬ ▪▬▬ ▪ ▬▬▪ ▬ ▪▪▬ ▬▬ ▪ ▬▪ ▬▬ [2,390,123,533]
notice-header [502,1100,623,1112]
notice-header [377,340,498,352]
notice-number: 35 [608,1100,620,1110]
notice-body: ▬ ▪▬▬ ▪ ▬▬▪ ▬ ▪▪▬ ▬▬ ▪ ▬▪ ▬▬▬ ▪ ▬ ▬ ▪▬▬ ▪ ▬▬▪ ▬ ▪▪▬ ▬▬ ▪ ▬▪ ▬▬▬ ▪ ▬ ▬ ▪▬▬ ▪ ▬▬▪ ▬ ▪▪▬ ▬▬ ▪ ▬▪ ▬▬▬ ▪ ▬ ▬ ▪▬▬ ▪ ▬▬▪ ▬ ▪▪▬ ▬▬ ▪ ▬▪ ▬▬▬ ▪ ▬ ▬ ▪▬▬ ▪ ▬▬▪ ▬ ▪▪▬ ▬▬ ▪ ▬▪ ▬▬▬ ▪ ▬ ▬ ▪▬▬ ▪ ▬▬▪ ▬ ▪▪▬ ▬▬ ▪ ▬▪ ▬▬▬ ▪ ▬ ▬ ▪▬▬ ▪ ▬▬▪ ▬ ▪▪▬ ▬▬ ▪ ▬▪ ▬▬▬ ▪ ▬ ▬ ▪▬▬ ▪ ▬▬▪ ▬ ▪▪▬ ▬▬ ▪ ▬▪ ▬▬▬ ▪ ▬ ▬ ▪▬▬ ▪ ▬▬▪ ▬ ▪▪▬ ▬▬ ▪ ▬▪ ▬▬▬ ▪ ▬ ▬ ▪▬▬ ▪ ▬▬▪ ▬ ▪▪▬ ▬▬ ▪ ▬▪ ▬▬▬ ▪ ▬ ▬ ▪▬▬ ▪ ▬▬▪ ▬ ▪▪▬ ▬▬ ▪ ▬▪ ▬▬▬ ▪ ▬ ▬ ▪▬▬ ▪ ▬▬▪ ▬ ▪▪▬ ▬▬ ▪ ▬▪ ▬▬▬ ▪ ▬ ▬ ▪▬▬ ▪ ▬▬▪ ▬ ▪▪▬ ▬▬ ▪ ▬▪ ▬▬▬ ▪ ▬ ▬ ▪▬▬ ▪ ▬▬▪ ▬ ▪▪▬ ▬▬ ▪ ▬▪ ▬▬▬ ▪ ▬ ▬ ▪▬▬ ▪ ▬▬▪ ▬ ▪▪▬ ▬▬ ▪ ▬▪ ▬▬▬ ▪ ▬ ▬ ▪▬▬ ▪ ▬▬ [627,863,748,985]
classified-notice [627,189,748,276]
notice-header [877,849,998,861]
classified-notice [752,956,873,1093]
notice-header [627,469,748,481]
notice-body: ▬ ▪▬▬ ▪ ▬▬▪ ▬ ▪▪▬ ▬▬ ▪ ▬▪ ▬▬▬ ▪ ▬ ▬ ▪▬▬ ▪ ▬▬▪ ▬ ▪▪▬ ▬▬ ▪ ▬▪ ▬▬▬ ▪ ▬ ▬ ▪▬▬ ▪ ▬▬▪ ▬ ▪▪▬ ▬▬ ▪ ▬▪ ▬▬▬ ▪ ▬ ▬ ▪▬▬ ▪ ▬▬▪ ▬ ▪▪▬ ▬▬ ▪ ▬▪ ▬▬▬ ▪ ▬ ▬ ▪▬▬ ▪ ▬▬▪ ▬ ▪▪▬ ▬▬ ▪ ▬▪ ▬▬▬ ▪ ▬ ▬ ▪▬▬ ▪ ▬▬▪ ▬ ▪▪▬ ▬▬ ▪ ▬▪ ▬▬▬ ▪ ▬ ▬ ▪▬▬ ▪ ▬▬▪ ▬ ▪▪▬ ▬▬ ▪ ▬▪ ▬▬▬ ▪ ▬ ▬ ▪▬▬ ▪ ▬▬▪ ▬ ▪▪▬ ▬▬ ▪ ▬▪ ▬▬▬ ▪ ▬ ▬ ▪▬▬ ▪ ▬▬▪ ▬ ▪▪▬ ▬▬ ▪ ▬▪ ▬▬ [377,1021,498,1093]
notice-label: شمال نیوز [10,268,45,278]
classified-notice [377,24,498,205]
classified-notice [752,390,873,571]
classified-notice [252,1229,373,1374]
notice-label: شمال نیوز [635,1100,670,1110]
notice-label: شمال نیوز [760,706,795,716]
notice-body: ▬ ▪▬▬ ▪ ▬▬▪ ▬ ▪▪▬ ▬▬ ▪ ▬▪ ▬▬▬ ▪ ▬ ▬ ▪▬▬ ▪ ▬▬▪ ▬ ▪▪▬ ▬▬ ▪ ▬▪ ▬▬▬ ▪ ▬ ▬ ▪▬▬ ▪ ▬▬▪ ▬ ▪▪▬ ▬▬ ▪ ▬▪ ▬▬▬ ▪ ▬ ▬ ▪▬▬ ▪ ▬▬▪ ▬ ▪▪▬ ▬▬ ▪ ▬▪ ▬▬▬ ▪ ▬ ▬ ▪▬▬ ▪ ▬▬▪ ▬ ▪▪▬ ▬▬ ▪ ▬▪ ▬▬▬ ▪ ▬ ▬ ▪▬▬ ▪ ▬▬▪ ▬ ▪▪▬ ▬▬ ▪ ▬▪ ▬▬▬ ▪ ▬ ▬ ▪▬▬ ▪ ▬▬▪ ▬ ▪▪▬ ▬▬ ▪ ▬▪ ▬▬▬ ▪ ▬ ▬ ▪▬▬ ▪ ▬▬▪ ▬ ▪▪▬ ▬▬ ▪ ▬▪ ▬▬▬ ▪ ▬ ▬ ▪▬▬ ▪ ▬▬▪ ▬ ▪▪▬ ▬▬ ▪ ▬▪ ▬▬ [627,204,748,275]
notice-body: ▬ ▪▬▬ ▪ ▬▬▪ ▬ ▪▪▬ ▬▬ ▪ ▬▪ ▬▬▬ ▪ ▬ ▬ ▪▬▬ ▪ ▬▬▪ ▬ ▪▪▬ ▬▬ ▪ ▬▪ ▬▬▬ ▪ ▬ ▬ ▪▬▬ ▪ ▬▬▪ ▬ ▪▪▬ ▬▬ ▪ ▬▪ ▬▬▬ ▪ ▬ ▬ ▪▬▬ ▪ ▬▬▪ ▬ ▪▪▬ ▬▬ ▪ ▬▪ ▬▬▬ ▪ ▬ ▬ ▪▬▬ ▪ ▬▬▪ ▬ ▪▪▬ ▬▬ ▪ ▬▪ ▬▬▬ ▪ ▬ ▬ ▪▬▬ ▪ ▬▬▪ ▬ ▪▪▬ ▬▬ ▪ ▬▪ ▬▬▬ ▪ ▬ ▬ ▪▬▬ ▪ ▬▬▪ ▬ ▪▪▬ ▬▬ ▪ ▬▪ ▬▬▬ ▪ ▬ ▬ ▪▬▬ ▪ ▬▬▪ ▬ ▪▪▬ ▬▬ ▪ ▬▪ ▬▬▬ ▪ ▬ ▬ ▪▬▬ ▪ ▬▬▪ ▬ ▪▪▬ ▬▬ ▪ ▬▪ ▬▬▬ ▪ ▬ ▬ ▪▬▬ ▪ ▬▬▪ ▬ ▪▪▬ ▬▬ ▪ ▬▪ ▬▬▬ ▪ ▬ [877,1014,998,1093]
notice-label: شمال نیوز [885,1351,920,1361]
notice-number: 62 [233,971,245,981]
notice-body: ▬ ▪▬▬ ▪ ▬▬▪ ▬ ▪▪▬ ▬▬ ▪ ▬▪ ▬▬▬ ▪ ▬ ▬ ▪▬▬ ▪ ▬▬▪ ▬ ▪▪▬ ▬▬ ▪ ▬▪ ▬▬▬ ▪ ▬ ▬ ▪▬▬ ▪ ▬▬▪ ▬ ▪▪▬ ▬▬ ▪ ▬▪ ▬▬▬ ▪ ▬ ▬ ▪▬▬ ▪ ▬▬▪ ▬ ▪▪▬ ▬▬ ▪ ▬▪ ▬▬▬ ▪ ▬ ▬ ▪▬▬ ▪ ▬▬▪ ▬ ▪▪▬ ▬▬ ▪ ▬▪ ▬▬▬ ▪ ▬ ▬ ▪▬▬ ▪ ▬▬▪ ▬ ▪▪▬ ▬▬ ▪ ▬▪ ▬▬▬ ▪ ▬ ▬ ▪▬▬ ▪ ▬▬▪ ▬ ▪▪▬ ▬▬ ▪ ▬▪ ▬▬▬ ▪ ▬ ▬ ▪▬▬ ▪ ▬▬▪ ▬ ▪▪▬ ▬▬ ▪ ▬▪ ▬▬▬ ▪ ▬ ▬ ▪▬▬ ▪ ▬▬▪ ▬ ▪▪▬ ▬▬ ▪ ▬▪ ▬▬ [502,1114,623,1186]
notice-number: 5 [989,533,995,543]
classified-notice [502,433,623,578]
notice-label: شمال نیوز [10,376,45,386]
notice-number: 66 [108,268,120,278]
notice-header [252,304,373,316]
notice-label: شمال نیوز [385,1007,420,1017]
notice-number: 10 [858,25,870,34]
notice-label: شمال نیوز [760,25,795,34]
notice-body: ▬ ▪▬▬ ▪ ▬▬▪ ▬ ▪▪▬ ▬▬ ▪ ▬▪ ▬▬▬ ▪ ▬ ▬ ▪▬▬ ▪ ▬▬▪ ▬ ▪▪▬ ▬▬ ▪ ▬▪ ▬▬▬ ▪ ▬ ▬ ▪▬▬ ▪ ▬▬▪ ▬ ▪▪▬ ▬▬ ▪ ▬▪ ▬▬▬ ▪ ▬ ▬ ▪▬▬ ▪ ▬▬▪ ▬ ▪▪▬ ▬▬ ▪ ▬▪ ▬▬▬ ▪ ▬ ▬ ▪▬▬ ▪ ▬▬▪ ▬ ▪▪▬ ▬▬ ▪ ▬▪ ▬▬▬ ▪ ▬ ▬ ▪▬▬ ▪ ▬▬▪ ▬ ▪▪▬ ▬▬ ▪ ▬▪ ▬▬▬ ▪ ▬ ▬ ▪▬▬ ▪ ▬▬▪ ▬ ▪▪▬ ▬▬ ▪ ▬▪ ▬▬▬ ▪ ▬ ▬ ▪▬▬ ▪ ▬▬▪ ▬ ▪▪▬ ▬▬ ▪ ▬▪ ▬▬▬ ▪ ▬ ▬ ▪▬▬ ▪ ▬▬▪ ▬ ▪▪▬ ▬▬ ▪ ▬▪ ▬▬▬ ▪ ▬ ▬ ▪▬▬ ▪ ▬▬▪ ▬ ▪▪▬ ▬▬ ▪ ▬▪ ▬▬▬ ▪ ▬ ▬ ▪▬▬ ▪ ▬▬▪ ▬ ▪▪▬ ▬▬ ▪ ▬▪ ▬▬▬ ▪ ▬ ▬ ▪▬▬ [377,749,498,835]
classified-notice [377,1007,498,1094]
notice-header [2,268,123,280]
notice-header [627,1100,748,1112]
notice-body: ▬ ▪▬▬ ▪ ▬▬▪ ▬ ▪▪▬ ▬▬ ▪ ▬▪ ▬▬▬ ▪ ▬ ▬ ▪▬▬ ▪ ▬▬▪ ▬ ▪▪▬ ▬▬ ▪ ▬▪ ▬▬▬ ▪ ▬ ▬ ▪▬▬ ▪ ▬▬▪ ▬ ▪▪▬ ▬▬ ▪ ▬▪ ▬▬▬ ▪ ▬ ▬ ▪▬▬ ▪ ▬▬▪ ▬ ▪▪▬ ▬▬ ▪ ▬▪ ▬▬▬ ▪ ▬ ▬ ▪▬▬ ▪ ▬▬▪ ▬ ▪▪▬ ▬▬ ▪ ▬▪ ▬▬▬ ▪ ▬ ▬ ▪▬▬ ▪ ▬▬▪ ▬ ▪▪▬ ▬▬ ▪ ▬▪ ▬▬▬ ▪ ▬ ▬ ▪▬▬ ▪ ▬▬▪ ▬ ▪▪▬ ▬▬ ▪ ▬▪ ▬▬▬ ▪ ▬ ▬ ▪▬▬ ▪ ▬▬▪ ▬ ▪▪▬ ▬▬ ▪ ▬▪ ▬▬▬ ▪ ▬ ▬ ▪▬▬ ▪ ▬▬▪ ▬ ▪▪▬ ▬▬ ▪ ▬▪ ▬▬▬ ▪ ▬ ▬ ▪▬▬ ▪ ▬▬▪ ▬ ▪▪▬ ▬▬ ▪ ▬▪ ▬▬▬ ▪ ▬ ▬ ▪▬▬ ▪ ▬▬▪ ▬ ▪▪▬ ▬▬ ▪ ▬▪ ▬▬▬ ▪ ▬ ▬ ▪▬▬ ▪ ▬▬▪ ▬ ▪▪▬ ▬▬ ▪ ▬▪ ▬▬▬ ▪ ▬ ▬ ▪▬▬ ▪ ▬▬▪ ▬ ▪▪▬ ▬▬ ▪ ▬▪ ▬▬▬ ▪ ▬ ▬ ▪▬▬ ▪ ▬▬▪ ▬ ▪▪▬ ▬▬ ▪ ▬▪ ▬▬▬ ▪ ▬ ▬ ▪▬▬ ▪ ▬▬▪ ▬ ▪▪▬ ▬▬ ▪ ▬▪ ▬▬▬ ▪ ▬ ▬ ▪▬▬ ▪ ▬▬▪ ▬ ▪▪▬ ▬▬ ▪ ▬▪ ▬▬▬ ▪ ▬ ▬ ▪▬▬ ▪ ▬▬▪ ▬ ▪▪▬ ▬▬ ▪ ▬▪ ▬▬▬ ▪ ▬ ▬ ▪▬▬ ▪ ▬▬▪ ▬ ▪▪▬ ▬▬ ▪ ▬▪ ▬▬▬ ▪ ▬ ▬ ▪▬▬ ▪ ▬▬▪ ▬ ▪▪▬ ▬▬ ▪ ▬▪ ▬▬ [377,856,498,1000]
notice-label: شمال نیوز [260,154,295,164]
notice-number: 45 [358,25,370,34]
notice-number: 19 [733,190,745,200]
classified-notice [127,784,248,965]
notice-header [252,913,373,925]
